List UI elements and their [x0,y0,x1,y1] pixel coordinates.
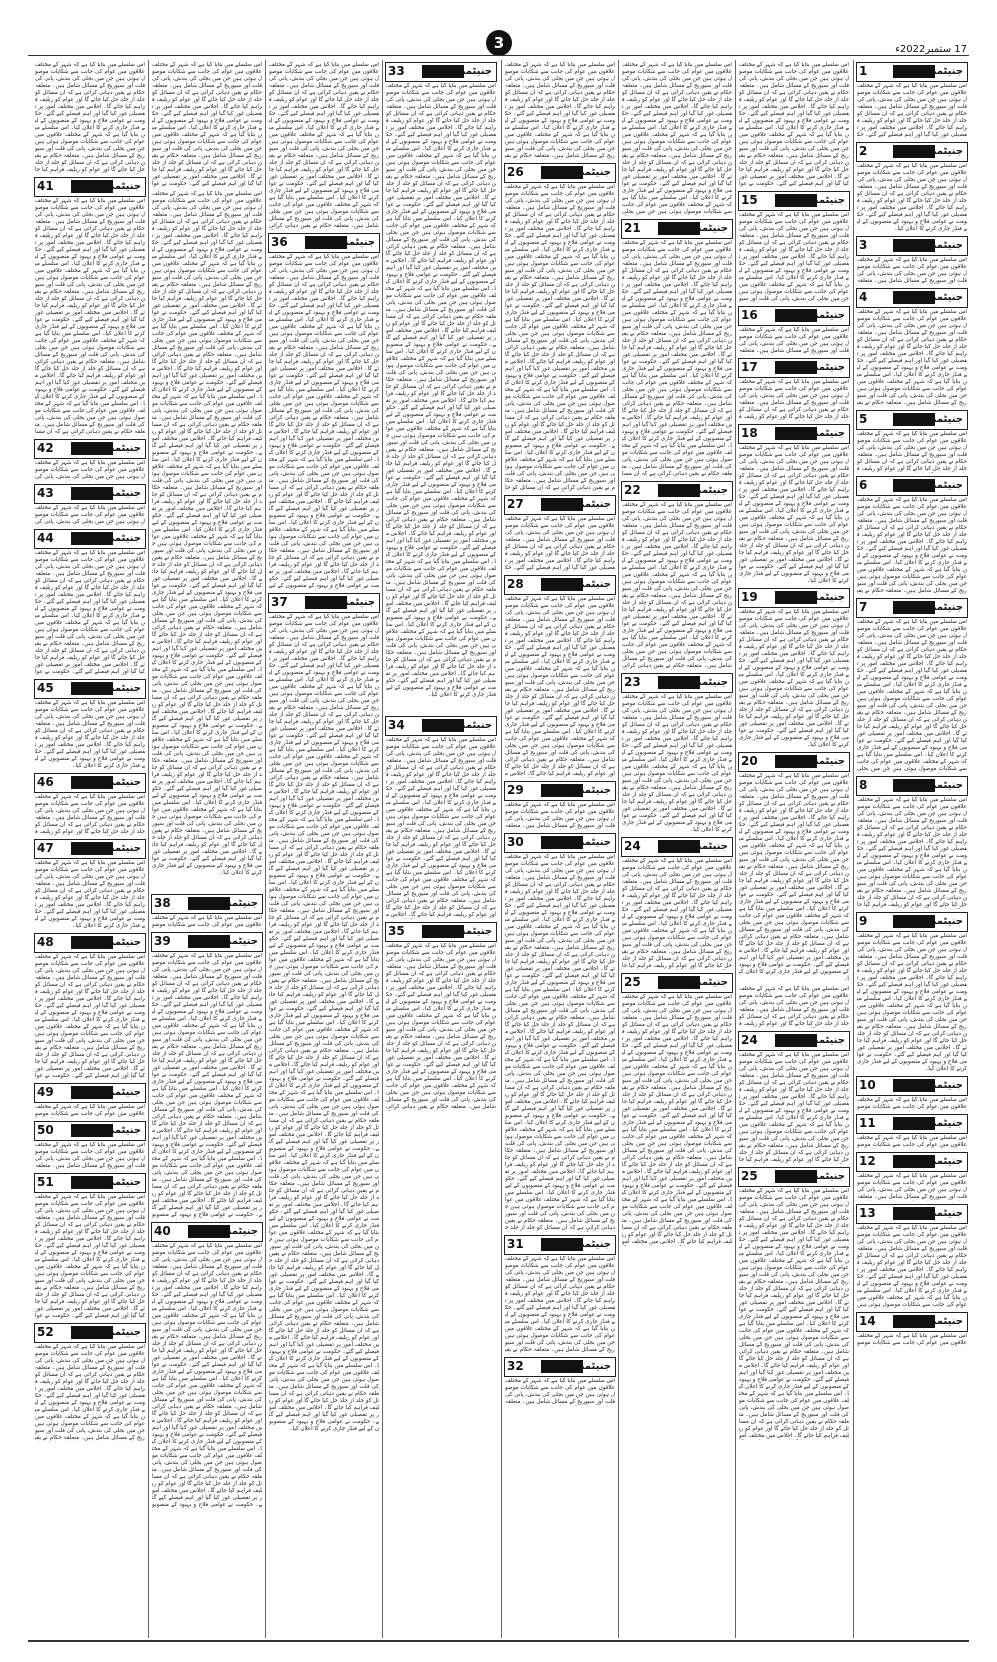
classified-header-34 [385,716,497,736]
classified-header-11 [856,1114,968,1134]
section-label: جنیٹمنر [808,1035,845,1046]
section-label: جنیٹمنر [104,1327,141,1338]
article-text: اس سلسلے میں بتایا گیا ہے کہ شہر کے مختلف علاقوں میں عوام کی جانب سے شکایات موصول ہوئی ہیں جن میں بجلی کی بندش، پانی کی [35,460,145,480]
article-text: اس سلسلے میں بتایا گیا ہے کہ شہر کے مختلف علاقوں میں عوام کی جانب سے شکایات موصول ہوئی ہیں جن میں بجلی کی بندش، پانی کی قلت اور سیوریج کے مسائل شامل ہیں۔ متعلقہ حکام نے یقین دہانی کرائی ہے کہ ان مسائل کو جلد از جلد حل کیا جائے گا اور عوام کو ریلیف فراہم کیا جائے گا۔ اجلاس میں مختلف امور پر تفصیلی غور کیا گیا اور اہم فیصلے کیے گئے۔ حکومت نے عوامی فلاح و بہبود کے منصوبوں کے لیے فنڈز جاری کرنے کا اعلان کیا۔ اس سلسلے میں بتایا گیا ہے کہ شہر کے مختلف علاقوں میں عوام کی جانب سے شکایات موصول ہوئی ہیں جن میں بجلی کی بندش، پانی کی قلت اور سیوریج کے مسائل شامل ہیں۔ متعلقہ حکام نے یقین دہانی کرائی ہے کہ ان مسائل کو جلد از جلد حل کیا جائے گا اور عوام کو ریلیف فراہم کیا جائے گا۔ اجلاس میں مختلف امور پر تفصیلی غور کیا گیا اور اہم فیصلے کیے گئے۔ حکومت نے عوامی فلاح و بہبود کے منصوبوں کے لیے فنڈز جاری کرنے کا اعلان کیا۔ اس سلسلے میں بتایا گیا ہے کہ شہر کے مختلف علاقوں میں عوام کی جانب سے شکایات موصول ہوئی ہیں جن میں بجلی کی بندش، پانی کی قلت اور سیوریج کے مسائل شامل ہیں۔ متعلقہ حکام نے یقین دہانی کرائی ہے کہ ان مسائل کو جلد از جلد حل کیا جائے گا اور عوام کو ریلیف فراہم کیا جائے گا۔ اجلاس میں مختلف امور پر تفصیلی غور کیا گیا اور اہم فیصلے کیے گئے۔ حکومت نے عوامی فلاح و بہبود کے منصوبوں کے لیے فنڈز جاری کرنے کا اعلان کیا۔ اس سلسلے میں بتایا گیا ہے کہ شہر کے مختلف علاقوں میں عوام کی جانب سے شکایات موصول ہوئی ہیں جن میں بجلی کی بندش، پانی کی قلت اور سیوریج کے مسائل شامل ہیں۔ متعلقہ حکام نے یقین دہانی کرائی ہے کہ ان مسائل کو جلد از جلد حل کیا جائے گا اور عوام کو ریلیف فراہم کیا جائے گا۔ اجلاس میں مختلف امور پر تفصیلی غور کیا گیا اور اہم فیصلے کیے گئے۔ حکومت نے عوامی فلاح و بہبود کے منصوبو [152,1243,262,1508]
article-text: اس سلسلے میں بتایا گیا ہے کہ شہر کے مختلف علاقوں میں عوام کی جانب سے شکایات موصول ہوئی ہیں جن میں بجلی کی بندش، پانی کی قلت اور سیوریج کے مسائل شامل ہیں۔ متعلقہ [857,1173,967,1200]
classified-header-32 [504,1357,616,1377]
section-label: جنیٹمنر [808,592,845,603]
section-label: جنیٹمنر [104,181,141,192]
footer-rule [28,1640,969,1642]
classified-header-36 [268,233,380,253]
section-label: جنیٹمنر [926,1118,963,1129]
classified-header-20 [738,752,850,772]
section-label: جنیٹمنر [104,1087,141,1098]
article-text: اس سلسلے میں بتایا گیا ہے کہ شہر کے مختلف علاقوں میں عوام کی جانب سے شکایات موصو [857,1333,967,1346]
article-text: اس سلسلے میں بتایا گیا ہے کہ شہر کے مختلف علاقوں میں عوام کی جانب سے شکایات موصول ہوئی ہیں جن میں بجلی کی بندش، پانی کی قلت اور سیوریج کے مسائل شامل ہیں۔ متعلقہ حکام نے یقین دہانی کرائی ہے کہ ان مسائل کو جلد از جلد حل کیا جائے گا اور عوام کو ریلیف فراہم کیا جائے گا۔ اجلاس میں مختلف امور پر تفصیلی غور کیا گیا اور اہم فیصلے کیے گئے۔ حکومت نے عوامی فلاح و بہبود کے منصوبوں کے لیے فنڈز جاری کرنے کا اعلان کیا۔ اس سلسلے میں بتایا گیا ہے کہ شہر کے مختلف علاقوں میں عوام کی جانب سے شکایات موصول ہوئی ہیں جن میں بجلی کی بندش، پانی کی قلت اور سیوریج کے مسائل شامل ہیں۔ متعلقہ حکام نے یقین دہانی کرائی ہے کہ ان مسائل کو جلد از جلد حل کیا جائے گا اور عوام کو ریلیف فراہم کیا جائے گا۔ اجلاس میں مختلف امور پر تفصیلی غور کیا گیا اور اہم فیصلے کیے گئے۔ حکومت نے عوامی فلاح و بہبود کے منصوبوں کے لیے فنڈز جاری کرنے کا اعلان کیا۔ اس سلسلے میں بتایا گیا ہے کہ شہر کے مختلف علاقوں میں عوام کی جانب سے شکایات موصول ہوئی ہیں جن میں بجلی [622,62,732,215]
classified-number: 30 [507,835,524,849]
article-text: اس سلسلے میں بتایا گیا ہے کہ شہر کے مختلف علاقوں میں عوام کی جانب سے شکایات موصول ہوئی ہیں جن میں بجلی کی بندش، پانی کی قلت اور سیوریج کے مسائل شامل ہیں۔ متعلقہ حکام نے یقین دہانی کرائی ہے کہ ان مسائل کو جلد از جلد حل کیا جائے گا اور عوام کو ریلیف فراہم کیا جائے گا۔ اجلاس میں مختلف امور پر تفصیلی غور کیا گیا اور اہم فیصلے کیے گئے۔ حکومت نے عوامی فلاح و بہبود کے منصوبوں کے لیے فنڈز جاری کرنے کا اعلان کیا۔ اس سلسلے میں بتایا گیا ہے کہ شہر کے مختلف علاقوں میں عوام کی جانب سے شکایات موصول ہوئی ہیں جن میں بجلی کی بندش، پانی کی قلت اور سیوریج کے مسائل شامل ہیں۔ متعلقہ حکام نے یقین دہانی کرائی ہے کہ ان مسائل کو جلد از جلد حل کیا جائے گا اور عوام کو ریلیف فراہم کیا جائے گا۔ اجلاس میں مختلف امور پر تفصیلی غور کیا گیا اور اہم فیصلے کیے گئے۔ حکومت نے عوامی فلاح و بہبود کے منصوبوں کے لیے فنڈز جاری کرنے کا اعلان کیا۔ اس سلسلے میں بتایا گیا ہے کہ شہر کے مختلف علاقوں میں عوام کی جانب سے شکایات موصول ہوئی ہیں جن میں بجلی کی بندش، پانی کی قلت اور سیوریج کے مسائل شامل ہیں۔ متعلقہ حکام نے یقین دہانی کرائی [386,943,496,1110]
classified-header-52 [34,1323,146,1343]
header-rule [28,55,969,56]
section-label: جنیٹمنر [926,240,963,251]
section-label: جنیٹمنر [455,720,492,731]
article-text: اس سلسلے میں بتایا گیا ہے کہ شہر کے مختلف علاقوں میں عوام کی جانب سے شکایات موصول ہوئی ہیں جن میں بجلی کی بندش، پانی کی قلت اور سیوریج کے مسائل شامل ہیں۔ متعلقہ حکام نے یقین دہانی کرائی ہے کہ ان مسائل کو جلد از جلد حل کیا جائے گا اور عوام کو ریلیف فراہم کیا جائے گا۔ اجلاس میں مختلف امور پر تفصیلی غور کیا گیا اور اہم فیصلے کیے گئے۔ حکومت نے عوامی فلاح و بہبود کے منصوبوں کے لیے فنڈز جاری کرنے کا اعلان کیا۔ اس سلسلے میں بتایا گیا ہے کہ شہر کے مختلف علاقوں میں عوام کی جانب سے شکایات موصول ہوئی ہیں جن میں بجلی کی بندش، پانی کی قلت اور سیوریج کے مسائل شامل ہیں۔ متعلقہ حکام نے یقین دہانی کرائی ہے کہ ان مسائل کو جلد از جلد حل کیا جائے گا اور عوام کو ریلیف فراہم کیا جائے گا۔ اجلاس میں مختلف امور پر تفصیلی غور کیا گیا اور اہم فیصلے کیے گئے۔ حکومت نے عوامی فلاح و بہبود کے منصوبوں کے لیے فنڈز جاری کرنے کا اعلان کیا۔ اس سلسلے میں بتایا گیا ہے کہ شہر کے مختلف علاقوں میں عوام کی جانب سے شکایات موصول ہوئی ہیں جن میں بجلی کی بندش، پانی کی قلت اور سیوریج کے مسائل شامل ہیں۔ متعلقہ حکام نے یقین دہانی کرائی ہے کہ ان مسائل کو جلد از جلد حل کیا جائے گا اور عوام کو ریلیف فراہم کیا جائے گا۔ اجلاس میں مختلف امور پر تفصیلی غور کیا گیا اور اہم فیصلے کیے گئے۔ حکومت نے عوامی فلاح و بہبود کے منصوبوں کے لیے فنڈز جاری کرنے کا اعلان کیا۔ اس سلسلے میں بتایا گیا ہے کہ شہر کے مختلف علاقوں میں عوام کی جانب سے شکایات موصول ہوئی ہیں جن میں بجلی کی بندش، پانی کی قلت اور سیوریج کے مسائل شامل ہیں۔ متعلقہ حکام نے یقین دہانی کرائی ہے کہ ان مسائل کو جلد از جلد حل کیا جائے گا اور عوام کو ریلیف فراہم کیا جائے گا۔ اجلاس میں مختلف امور پر تفصیلی غور کیا گیا اور اہم فیصلے کیے گئے۔ حکومت نے عوامی فلاح و بہبود کے منصوبو [152,953,262,1218]
classified-number: 32 [507,1359,524,1373]
article-text: اس سلسلے میں بتایا گیا ہے کہ شہر کے مختلف علاقوں میں عوام کی جانب سے شکایات موصول ہوئی ہیں جن میں بجلی کی بندش، پانی کی قلت اور سیوریج کے مسائل شامل ہیں۔ متعلقہ حکام نے یقین دہانی کرائی ہے کہ ان مسائل کو جلد از جلد حل کیا جائے گا اور عوام کو ریلیف فراہم کیا جائے گا۔ اجلاس میں مختلف امور پر تفصیلی غور کیا گیا اور اہم فیصلے کیے گئے۔ حکومت نے عوامی فلاح و بہبود کے منصوبوں کے لیے فنڈز جاری کرنے کا اعلان کیا۔ [35,860,145,929]
classified-header-41 [34,177,146,197]
classified-number: 26 [507,165,524,179]
section-label: جنیٹمنر [808,1171,845,1182]
classified-number: 48 [37,935,54,949]
classified-number: 45 [37,681,54,695]
column-3 [621,60,733,1638]
classified-header-50 [34,1121,146,1141]
article-text: اس سلسلے میں بتایا گیا ہے کہ شہر کے مختلف علاقوں میں عوام کی جانب سے شکایات موصول ہوئی ہیں جن میں بجلی کی بندش، پانی کی قلت اور سیوریج کے مسائل شامل ہیں۔ متعلقہ حکام نے یقین دہانی کرائی ہے کہ ان مسائل کو جلد از جلد حل کیا جائے گا اور عوام کو ریلیف فراہم کیا جائے گا۔ اجلاس میں مختلف امور پر تفصیلی غور کیا گیا اور اہم فیصلے کیے گئے۔ حکومت نے عوامی فلاح و بہبود کے منصوبوں کے لیے فنڈز جاری کرنے کا اعلان کیا۔ اس سلسلے میں بتایا گیا ہے کہ شہر کے مختلف علاقوں میں عوام کی جانب سے شکایات موصول ہوئی ہیں جن میں بجلی کی بندش، پانی کی قلت اور سیوریج کے مسائل شامل ہیں۔ متعلقہ حکام نے یقین دہانی کرائی ہے کہ ان مسائل کو جلد از جلد حل کیا جائے گا اور عوام کو ریلیف فراہم کیا جائے گا۔ اجلاس میں مختلف امور پر تفصیلی غور کیا گیا اور اہم فیصلے کیے گئے۔ حکومت نے عوا [35,550,145,675]
classified-number: 46 [37,775,54,789]
section-label: جنیٹمنر [808,310,845,321]
classified-header-3 [856,236,968,256]
section-label: جنیٹمنر [926,1080,963,1091]
article-text: اس سلسلے میں بتایا گیا ہے کہ شہر کے مختلف علاقوں میں عوام کی جانب سے شکایات موصو [857,1135,967,1148]
classified-header-49 [34,1083,146,1103]
article-text: اس سلسلے میں بتایا گیا ہے کہ شہر کے مختلف علاقوں میں عوام کی جانب سے شکایات موصول ہوئی ہیں جن میں بجلی کی بندش، پانی کی قلت اور سیوریج کے مسائل شامل ہیں۔ متعلقہ حکام نے یقین دہانی کرائی ہے کہ ان مسائل کو جلد از جلد حل کیا جائے گا اور عوام کو ریلیف فراہم کیا جائے گا۔ اجلاس میں مختلف امور پر تفصیلی غور کیا گیا اور اہم فیصلے کیے گئے۔ حک [857,83,967,138]
classified-header-18 [738,424,850,444]
column-divider [265,60,266,1638]
article-text: اس سلسلے میں بتایا گیا ہے کہ شہر کے مختلف علاقوں میں عوام کی جانب سے شکایات موصول ہوئی ہیں جن میں بجلی کی بندش، پانی کی قلت اور سیوریج کے مسائل شامل ہیں۔ متعلقہ [505,1378,615,1405]
classified-header-27 [504,495,616,515]
classified-number: 8 [859,778,868,792]
classified-header-16 [738,306,850,326]
section-label: جنیٹمنر [104,683,141,694]
article-text: اس سلسلے میں بتایا گیا ہے کہ شہر کے مختلف علاقوں میں عوام کی جانب سے شکایات موصول ہوئی ہیں جن میں بجلی کی بندش، پانی کی قلت اور سیوریج کے مسائل شامل ہیں۔ متعلقہ حکام نے یقین دہانی کرائی ہے کہ ان مسائل کو جلد از جلد حل کیا جائے گا اور عوام کو ریلیف فراہم کیا جائے گا۔ اجلاس میں مختلف امور پر تفصیلی غور کیا گیا اور اہم فیصلے کیے گئے۔ حکومت نے عوامی فلاح و بہبود کے منصوبوں کے لیے فنڈز جاری کرنے کا اعلان کیا۔ اس سلسلے میں بتایا گیا ہے کہ شہر کے مختلف علاقوں میں عوام کی جانب سے شکایات موصول ہوئی ہیں جن میں بجلی کی بندش، پانی کی قلت اور سیوریج کے مسائل شامل ہیں۔ متعلقہ حکام نے یقین دہانی کرائی ہے کہ ان مسائل کو جلد از جلد حل کیا جائے گا اور عوام کو ریلیف فراہم کیا جائے گا۔ اجلاس میں مختلف امور پر تفصیلی غور کیا گیا اور اہم فیصلے کیے گئے۔ حکومت نے عوامی فلاح و بہبود کے منصوبوں کے لیے فنڈز جاری کرنے کا اعلان کیا۔ [857,933,967,1072]
classified-number: 14 [859,1314,876,1328]
article-text: اس سلسلے میں بتایا گیا ہے کہ شہر کے مختلف علاقوں میں عوام کی جانب سے شکایات موصول ہوئی ہیں جن میں بجلی کی بندش، پانی کی قلت اور سیوریج کے مسائل شامل ہیں۔ متعلقہ حکام نے یقین دہانی کرائی ہے کہ ان مسائل کو جلد از جلد حل کیا جائے گا اور عوام کو ریلیف فراہم کیا جائے گا۔ اجلاس میں مختلف امور پر تفصیلی غور کیا گیا اور اہم فیصلے کیے گئے۔ حکومت نے عوامی فلاح و بہبود کے منصوبوں کے لیے فنڈز جاری کرنے کا اعلان کیا۔ اس سلسلے میں بتایا گیا ہے کہ شہر کے مختلف علاقوں میں عوام کی جانب سے شکایات موصول ہوئی ہیں جن میں بجلی کی بندش، پانی کی قلت اور سیوریج کے مسائل شامل ہیں۔ متعلقہ حکام نے یقین دہانی کرائی ہے کہ ان مسائل کو جلد از جلد حل کیا جائے گا اور عوام کو ریلیف فراہم کیا جائے گا۔ اجلاس میں مختلف امور پر تفصیلی غور کیا گیا اور اہم فیصلے کیے گئے۔ حکومت نے عوا [152,62,262,187]
classified-number: 3 [859,238,868,252]
column-6 [268,60,380,1638]
classified-number: 37 [271,595,288,609]
classified-number: 25 [741,1169,758,1183]
classified-header-26 [504,163,616,183]
classified-number: 2 [859,144,868,158]
article-text: اس سلسلے میں بتایا گیا ہے کہ شہر کے مختلف علاقوں میں عوام کی جانب سے شکایات موصول ہوئی ہیں جن میں بجلی کی بندش، پانی کی قلت اور سیوریج کے مسائل شامل ہیں۔ متعلقہ حکام نے یقین دہانی کرائی ہے کہ ان مسائل کو جلد از جلد حل کیا جائے گا اور عوام کو ریلیف فراہم کیا جائے گا۔ اجلاس میں مختلف امور پر تفصیلی غور کیا گیا اور اہم فیصلے کیے گئے۔ حکومت نے عوامی فلاح و بہبود کے منصوبوں کے لیے فنڈز جاری کرنے کا اعلان کیا۔ اس سلسلے میں بتایا گیا ہے کہ شہر کے مختلف علاقوں میں عوام کی جانب سے شکایات موصول ہوئی ہیں جن میں بجلی کی بندش، پانی کی قلت اور سیوریج کے مسائل شامل ہیں۔ متعلقہ حکام نے یقین دہانی کرائی ہے کہ ان مسائل کو جلد از جلد حل کیا جائے گا اور عوام کو ریلیف فراہم کیا جا [35,62,145,173]
classified-header-46 [34,773,146,793]
section-label: جنیٹمنر [104,533,141,544]
section-label: جنیٹمنر [574,1361,611,1372]
section-label: جنیٹمنر [221,936,258,947]
classified-number: 33 [388,64,405,78]
section-label: جنیٹمنر [808,195,845,206]
classified-number: 47 [37,841,54,855]
article-text: اس سلسلے میں بتایا گیا ہے کہ شہر کے مختلف علاقوں میں عوام کی جانب سے شکایات موصول ہوئی ہیں جن میں بجلی کی بندش، پانی کی قلت اور سیوریج کے مسائل شامل ہیں۔ متعلقہ حکام نے یقین دہانی کرائی ہے کہ ان مسائل کو جلد از جلد حل کیا جائے گا اور عوام کو ریلیف فراہم کیا جائے گا۔ اجلاس میں مختلف امور پر تفصیلی غور کیا گیا اور اہم فیصلے کیے گئے۔ حکومت نے عوامی فلاح و بہبود کے منصوبوں کے لیے فنڈز جاری کرنے کا اعلان کیا۔ اس سلسلے میں بتایا گیا ہے کہ شہر کے مختلف علاقوں میں عوام کی جانب سے شکایات موصول ہوئی ہیں جن میں بجلی کی بندش، پانی کی قلت اور سیوریج کے مسائل شامل ہیں۔ متعلقہ حکام نے یقی [505,62,615,159]
section-label: جنیٹمنر [691,841,728,852]
article-text: اس سلسلے میں بتایا گیا ہے کہ شہر کے مختلف علاقوں میں عوام کی جانب سے شکایات موصول ہوئی ہیں جن میں بجلی کی بندش، پانی کی قلت اور سیوریج کے مسائل شامل ہیں۔ متعلقہ حکام نے یقین دہانی کرائی ہے کہ ان مسائل کو جلد از جلد حل کیا جائے گا اور عوام کو ریلیف فراہم کیا جائے گا۔ اجلاس میں مختلف امور پر تفصیلی غور کیا گیا اور اہم فیصلے کیے گئے۔ حکومت نے عوامی فلاح و بہبود کے منصوبوں کے لیے فنڈز جاری کرنے کا اعلان کیا۔ اس سلسلے میں بتایا گیا ہے کہ شہر کے مختلف علاقوں میں عوام کی جانب سے شکایات موصول ہوئی ہیں جن میں بجلی کی بندش، پانی کی قلت اور سیوریج کے مسائل شامل ہیں۔ متعلقہ حکام نے یقین دہانی کرائی ہے کہ ان مسائل کو جلد از جلد حل کیا جائے گا اور عوام کو ریلیف فراہم کیا جا [622,858,732,969]
section-label: جنیٹمنر [574,785,611,796]
column-7 [151,60,263,1638]
section-label: جنیٹمنر [926,1156,963,1167]
classified-number: 31 [507,1237,524,1251]
article-text: اس سلسلے میں بتایا گیا ہے کہ شہر کے مختلف علاقوں میں عوام کی جانب سے شکایات موصول ہوئی ہیں جن میں بجلی کی بندش، پانی کی قلت اور سیوریج کے مسائل شامل ہیں۔ متعلقہ حکام نے یقین دہانی کرائی ہے کہ ان مسائل کو جلد از جلد حل کیا جائے گا اور عوام کو ریلیف فراہم کیا جائے گا۔ اجلاس میں مختلف امور پر تفصیلی غور کیا گیا اور اہم فیصلے کیے گئے۔ حک [505,516,615,571]
article-text: اس سلسلے میں بتایا گیا ہے کہ شہر کے مختلف علاقوں میں عوام کی جانب سے شکایات موصول ہوئی ہیں جن میں بجلی کی بندش، پانی کی قلت اور سیوریج کے مسائل شامل ہیں۔ متعلقہ حکام نے یقین دہانی کرائی ہے کہ ان مسائل کو جلد از جلد حل کیا جائے گا اور عوام کو ریلیف ف [857,431,967,472]
article-text: اس سلسلے میں بتایا گیا ہے کہ شہر کے مختلف علاقوں میں عوام کی جانب سے شکایات موصول ہوئی ہیں جن میں بجلی کی بندش، پانی کی قلت اور سیوریج کے مسائل شامل ہیں۔ متعلقہ حکام نے یقین دہانی کرائی ہے کہ ان مسائل کو جلد از جلد حل کیا جائے گا اور عوام کو ریلیف فراہم کیا جائے گا۔ اجلاس میں مختلف امور پر تفصیلی غور کیا گیا اور اہم فیصلے کیے گئے۔ حکومت نے عوامی فلاح و بہبود کے منصوبوں کے لیے فنڈز جاری کرنے کا اعلان کیا۔ اس سلسلے میں بتایا گیا ہے کہ شہر کے مختلف علاقوں میں عوام کی جانب سے شکایات موصول ہوئی ہیں جن میں بجلی کی بندش، پانی کی قلت اور سیوریج کے مسائل شامل ہیں۔ متعلقہ حکام نے یقین دہانی کرائی ہے کہ ان مسائل کو جلد از جلد حل کیا جائے گا اور عوام کو ریلیف فراہم کیا جا [739,1052,849,1163]
section-label: جنیٹمنر [808,362,845,373]
section-label: جنیٹمنر [926,916,963,927]
classified-header-37 [268,593,380,613]
article-text: اس سلسلے میں بتایا گیا ہے کہ شہر کے مختلف علاقوں میں عوام کی جانب سے شکایات موصول ہوئی ہیں جن میں بجلی کی بندش، پانی کی قلت اور سیوریج کے مسائل شامل ہیں۔ متعلقہ حکام نے یقین دہانی کرائی ہے کہ ان مسائل کو جلد از جلد حل کیا جائے گا اور عوام کو ریلیف فراہم کیا جائے گا۔ اجلاس میں مختلف امور پر تفصیلی غور کیا گیا اور اہم فیصلے کیے گئے۔ حکومت نے عوامی فلاح و بہبود کے منصوبوں کے لیے فنڈز جاری کرنے کا اعلان کیا۔ اس سلسلے میں بتایا گیا ہے کہ شہر کے مختلف علاقوں میں عوام کی جانب سے شکایات موصول ہوئی ہیں جن میں بجلی کی بندش، پانی کی قلت اور سیوریج کے مسائل شامل ہیں۔ متعلقہ حکام نے یقین دہانی کرائی ہے کہ ان مسائل کو جلد از جلد حل کیا جائے گا اور عوام کو ریلیف فراہم کیا جائے گا۔ اجلاس میں مختلف امور پر تفصیلی غور کیا گیا اور اہم فیصلے کیے گئے۔ حکومت نے عوامی فلاح و بہبود کے منصوبوں کے لیے فنڈز جاری کرنے کا اعلان کیا۔ اس سلسلے میں بتایا گیا ہے کہ شہر کے مختلف علاقوں میں عوام کی جانب سے شکایات موصول ہوئی ہیں جن میں بجلی کی بندش، پانی کی قلت اور سیوریج کے مسائل شامل ہیں۔ متعلقہ حکام نے یقین دہانی کرائی ہے کہ ان مسائل کو جلد از جلد حل کیا جائے گا اور عوام کو ریلیف فراہم کیا جائے گا۔ اجلاس میں مختلف امور پر تفصیلی غور کیا گیا اور اہم فیصلے کیے گئے۔ حکومت نے عوامی فلاح و بہبود کے منصوبوں کے لیے فنڈز جاری کرنے کا اعلان کیا۔ اس سلسلے میں بتایا گیا ہے کہ شہر کے مختلف علاقوں میں عوام کی جانب سے شکایات موصول ہوئی ہیں جن میں بجلی کی بندش، پانی کی قلت اور سیوریج کے مسائل شامل ہیں۔ متعلقہ حکام نے یقین دہانی کرائی ہے کہ ان مسائل کو جلد از جلد حل کیا جائے گا اور عوام کو ریلیف فراہم کیا جائے گا۔ اجلاس میں مختلف امور پر تفصیلی غور کیا گیا اور اہم فیصلے کیے گئے۔ حکومت نے عوامی فلاح و بہبود کے منصوبوں کے لیے فنڈز جاری کرنے کا اعلان کیا۔ اس سلسلے میں بتایا گیا ہے کہ شہر کے مختلف علاقوں میں عوام کی جانب سے شکایات موصول ہوئی ہیں جن میں بجلی کی بندش، پانی کی قلت اور سیوریج کے مسائل شامل ہیں۔ متعلقہ حکام نے یقین دہانی کرائی ہے کہ ان مسائل کو جلد از جلد حل کیا جائے گا اور عوام کو ریلیف فراہم کیا جائے گا۔ اجلاس میں مختلف امور پر تفصیلی غور کیا گیا اور اہم فیصلے کیے گئے۔ حکومت نے عوامی فلاح و بہبود کے منصوبوں کے لیے [269,254,379,589]
article-text: اس سلسلے میں بتایا گیا ہے کہ شہر کے مختلف علاقوں میں عوام کی جانب سے شکایات موصول ہوئی ہیں جن میں بجلی کی بندش، پانی کی قلت اور سیوریج کے مسائل شامل ہیں۔ متعلقہ حکام نے یقین دہانی کرائی ہے کہ ان مسائل کو جلد از جلد حل کیا جائے گا اور عوام کو ریلیف فراہم کیا جائے گا۔ اجلاس میں مختلف امور پر تفصیلی غور کیا گیا اور اہم فیصلے کیے گئے۔ حکومت نے عوامی فلاح و بہبود کے منصوبوں کے لیے فنڈز جاری کرنے کا اعلان کیا۔ اس سلسلے میں بتایا گیا ہے کہ شہر کے مختلف علاقوں میں عوام کی جانب سے شکایات موصول ہوئی ہیں جن میں بجلی کی بندش، پانی کی قلت اور سیوریج کے مسائل شامل ہیں۔ متعلقہ حکام نے یقین دہانی کرائی ہے کہ ان مسائل کو جلد از جلد حل کیا جائے گا اور عوام کو ریلیف فراہم کیا جائے گا۔ اجلاس میں مختلف امور پر تفصیلی غور کیا گیا اور اہم فیصلے کیے گئے۔ حکومت نے عوامی فلاح و بہبود کے منصوبوں کے لیے فنڈز جاری کرنے کا اعلان کیا۔ اس سلسلے میں بتایا گیا ہے کہ شہر کے مختلف علاقوں میں عوام کی جانب سے شکایات موصول ہوئی ہیں جن میں بجلی کی بندش، پانی کی قلت اور سیوریج کے مسائل شامل ہیں۔ متعلقہ حکام نے یقین دہانی کرائی ہے کہ ان مسائل کو جلد از جلد حل کیا جائے گا اور عوام کو ریلیف فراہم کیا جائے گا۔ اجلاس میں مختلف امور پر تفصیلی غور کیا گیا اور اہم فیصلے کیے گئے۔ حکومت نے عوامی فلاح و بہبود کے منصوبوں کے لیے فنڈز جاری کرنے کا اعلان کیا۔ [739,773,849,982]
article-text: اس سلسلے میں بتایا گیا ہے کہ شہر کے مختلف علاقوں میں عوام کی جانب سے شکایات موصو [857,1097,967,1110]
column-2 [738,60,850,1638]
column-4 [504,60,616,1638]
classified-header-44 [34,529,146,549]
classified-number: 15 [741,193,758,207]
classified-header-8 [856,776,968,796]
classified-header-1 [856,62,968,82]
classified-header-43 [34,484,146,504]
article-text: اس سلسلے میں بتایا گیا ہے کہ شہر کے مختلف علاقوں میں عوام کی جانب سے شکایات موصول ہوئی ہیں جن میں بجلی کی بندش، پانی کی قلت اور سیوریج کے مسائل شامل ہیں۔ متعلقہ حکام نے یقین دہانی کرائی ہے کہ ان مسائل کو جلد از جلد حل کیا جائے گا اور عوام کو ریلیف فراہم کیا جائے گا۔ اجلاس میں مختلف امور پر تفصیلی غور کیا گیا اور اہم فیصلے کیے گئے۔ حکومت نے عوامی فلاح و بہبود کے منصوبوں کے لیے فنڈز جاری کرنے کا اعلان کیا۔ اس سلسلے میں بتایا گیا ہے کہ شہر کے مختلف علاقوں میں عوام کی جانب سے شکایات موصول ہوئی ہیں جن میں بجلی کی بندش، پانی کی قلت اور سیوریج کے مسائل شامل ہیں۔ متعلقہ حکام نے یقین دہانی کرائی ہے کہ ان مسائل کو جلد از جلد حل کیا جائے گا اور عوام کو ریلیف فراہم کیا جائے گا۔ اجلاس میں مختلف امور پر تفصیلی غور کیا گیا اور اہم فیصلے کیے گئے۔ حکومت نے عوامی فلاح و بہبود کے منصوبوں کے لیے فنڈز جاری کرنے کا اعلان کیا۔ اس سلسلے میں بتایا گیا ہے کہ شہر کے مختلف علاقوں میں عوام کی جانب سے شکایات موصول ہوئی ہیں جن میں بجلی کی بندش، پانی کی قلت اور سیوریج کے مسائل شامل ہیں۔ متعلقہ حکام نے یقین دہانی کرائی [269,62,379,229]
classified-header-17 [738,358,850,378]
classified-number: 23 [624,675,641,689]
article-text: اس سلسلے میں بتایا گیا ہے کہ شہر کے مختلف علاقوں میں عوام کی جانب سے شکایات موصول ہوئی ہیں جن میں بجلی کی بندش، پانی کی قلت اور سیوریج کے مسائل شامل ہیں۔ متعلقہ حکام نے یقین دہانی کرائی ہے کہ ان مسائل کو جلد از جلد حل کیا جائے گا اور عوام کو ریلیف فراہم کیا جائے گا۔ اجلاس میں مختلف امور پر تفصیلی غور کیا گیا اور اہم فیصلے کیے گئے۔ حکومت نے عوامی فلاح و بہبود کے منصوبوں کے لیے فنڈز جاری کرنے کا اعلان کیا۔ اس سلسلے میں بتایا گیا ہے کہ شہر کے مختلف علاقوں میں عوام کی جانب سے شکایات موصول ہوئی ہیں جن میں بجلی کی بندش، پانی کی قلت اور سیوریج کے مسائل شامل ہیں۔ متعلقہ حکام نے یقین دہانی کرائی ہے کہ ان مسائل کو جلد از جلد حل کیا جائے گا اور عوام کو ریلیف فراہم کیا جائے گا۔ اجلاس میں مختلف امور پر تفصیلی غور کیا گیا اور اہم فیصلے کیے گئے۔ حکومت نے عوامی فلاح و بہبود کے منصوبوں کے لیے فنڈز جاری کرنے کا اعلان کیا۔ اس سلسلے میں بتایا گیا ہے کہ شہر کے مختلف علاقوں میں عوام کی جانب سے شکایات موصول ہوئی ہیں جن میں بجلی کی بندش، پانی کی قلت اور سیوریج کے مسائل شامل ہیں۔ متعلقہ حکام نے یقین دہانی کرائی ہے کہ ان مسائل کو جلد از جلد حل کیا جائے گا اور عوام کو ریلیف فراہم کیا جائے گا۔ اجلاس میں مختلف امور پر تفصیلی غور کیا گیا اور اہم فیصلے کیے گئے۔ حکومت نے عوامی فلاح و بہبود کے منصوبوں کے لیے فنڈز جاری کرنے کا اعلان کیا۔ اس سلسلے میں بتایا گیا ہے کہ شہر کے مختلف علاقوں میں عوام کی جانب سے شکایات موصول ہوئی ہیں جن میں بجلی کی بندش، پانی کی قلت اور سیوریج کے مسائل شامل ہیں۔ متعلقہ حکام نے یقین دہانی کرائی ہے کہ ان مسائل کو جلد از جلد حل کیا جائے گا اور عوام کو ریلیف فراہم کیا جائے گا۔ اجلاس میں مختلف امور پر تفصیلی غور کیا گیا اور اہم فیصلے کیے گئے۔ حکومت نے عوامی فلاح و بہبود کے منصوبوں کے لیے فنڈز جاری کرنے کا اعلان کیا۔ اس سلسلے میں بتایا گیا ہے کہ شہر کے مختلف علاقوں میں عوام کی جانب سے شکایات موصول ہوئی ہیں جن میں بجلی کی بندش، پانی کی قلت اور سیوریج کے مسائل شامل ہیں۔ متعلقہ حکام نے یقین دہانی کرائی ہے کہ ان مسائل کو جل [505,184,615,491]
classified-number: 43 [37,486,54,500]
classified-header-47 [34,839,146,859]
classified-header-40 [151,1222,263,1242]
classified-header-51 [34,1173,146,1193]
classified-header-39 [151,932,263,952]
section-label: جنیٹمنر [104,1177,141,1188]
column-divider [148,60,149,1638]
classified-header-2 [856,142,968,162]
article-text: اس سلسلے میں بتایا گیا ہے کہ شہر کے مختلف علاقوں میں عوام کی جانب سے شکایات موصول ہوئی ہیں جن میں بجلی کی بندش، پانی کی قلت اور سیوریج کے مسائل شامل ہیں۔ متعلقہ [35,1142,145,1169]
classified-number: 21 [624,221,641,235]
classified-header-15 [738,191,850,211]
classified-header-19 [738,588,850,608]
section-label: جنیٹمنر [104,443,141,454]
section-label: جنیٹمنر [104,937,141,948]
classified-number: 27 [507,497,524,511]
classified-number: 22 [624,483,641,497]
classified-number: 44 [37,531,54,545]
classified-header-31 [504,1235,616,1255]
section-label: جنیٹمنر [455,66,492,77]
column-divider [501,60,502,1638]
classified-header-10 [856,1076,968,1096]
column-divider [853,60,854,1638]
classified-number: 5 [859,412,868,426]
section-label: جنیٹمنر [691,485,728,496]
article-text: اس سلسلے میں بتایا گیا ہے کہ شہر کے مختلف علاقوں میں عوام کی جانب سے شکایات موصول ہوئی ہیں جن میں بجلی کی بندش، پانی کی قلت اور سیوریج کے مسائل شامل ہیں۔ متعلقہ حکام نے یقین دہانی کرائی ہے کہ ان مسائل کو جلد از جلد حل کیا جائے گا اور عوام کو ریلیف فراہم کیا جائے گا۔ اجلاس میں مختلف امور پر تفصیلی غور کیا گیا اور اہم فیصلے کیے گئے۔ حکومت نے عوامی فلاح و بہبود کے منصوبوں کے لیے فنڈز جاری کرنے کا اعلان کیا۔ اس سلسلے میں بتایا گیا ہے کہ شہر کے مختلف علاقوں میں عوام کی جانب سے شکایات موصول ہوئی ہیں جن میں بجلی کی بندش، پانی کی قلت اور سیوریج کے مسائل شامل ہیں۔ متعلقہ حکام نے یقین دہانی کرائی ہے کہ ان مسائل کو جلد از جلد حل کیا جائے گا اور عوام کو ریلیف فراہم کیا جا [857,797,967,908]
classified-number: 17 [741,360,758,374]
column-divider [382,60,383,1638]
article-text: اس سلسلے میں بتایا گیا ہے کہ شہر کے مختلف علاقوں میں عوام کی جانب سے شکایات موصول ہوئی ہیں جن میں بجلی کی بندش، پانی کی قلت اور سیوریج کے مسائل شامل ہیں۔ متعلقہ حکام نے یقین دہانی کرائی ہے کہ ان مسائل کو جلد از جلد حل کیا جائے گا اور عوام کو ریلیف فراہم کیا جائے گا۔ اجلاس میں مختلف امور پر تفصیلی غور کیا گیا اور اہم فیصلے کیے گئے۔ حکومت نے عوامی فلاح و بہبود کے منصوبوں کے لیے فنڈز جاری کرنے کا اعلان کیا۔ اس سلسلے میں بتایا گیا ہے کہ شہر کے مختلف علاقوں میں عوام کی جانب سے شکایات موصول ہوئی ہیں جن میں بجلی کی بندش، پانی کی قلت اور سیوریج کے مسائل شامل ہیں۔ متعلقہ حکام نے یقین دہانی کرائی ہے کہ ان مسائل کو جلد از جلد حل کیا جائے گا اور عوام کو ریلیف فراہم کیا جائے گا۔ اجلاس میں مختلف امور پر تفصیلی غور کیا گیا اور اہم فیصلے کیے گئے۔ حکومت نے عوامی فلاح و بہبود کے منصوبوں کے لیے فنڈز جاری کرنے کا اعلان کیا۔ اس سلسلے میں بتایا گیا ہے کہ شہر کے مختلف علاقوں میں عوام کی جانب سے شکایات موصول ہوئی ہیں جن میں بجلی کی بندش، پانی کی قلت اور سیوریج کے مسائل شامل ہیں۔ متعلقہ حکام نے یقین دہانی کرائی ہے کہ ان مسائل کو جلد از جلد حل کیا جائے گا اور عوام کو ریلیف فراہم کیا جائے گا۔ اجلاس میں مختلف امور پر تفصیلی غور کیا گیا اور اہم فیصلے کیے گئے۔ حکومت نے عوامی فلاح و بہبود کے منصوبوں کے لیے فنڈز جاری کرنے کا اعلان کیا۔ اس سلسلے میں بتایا گیا ہے کہ شہر کے مختلف علاقوں میں عوام کی جانب سے شکایات موصول ہوئی ہیں جن میں بجلی کی بندش، پانی کی قلت اور سیوریج کے مسائل شامل ہیں۔ متعلقہ حکام نے یقین دہانی کرائی ہے کہ ان مسائل کو جلد از جلد حل کیا جائے گا اور عوام کو ریلیف فراہم کیا جائے گا۔ اجلاس میں مختلف امور پر تفصیلی غور کیا گیا اور اہم فیصلے کیے گئے۔ حکومت نے عوامی فلاح و بہبود کے منصوبوں کے لیے فنڈز جاری کرنے کا اعلان کیا۔ اس سلسلے میں بتایا گیا ہے کہ شہر کے مختلف علاقوں میں عوام کی جانب سے شکایات موصول ہوئی ہیں جن میں بجلی کی بندش، پانی کی قلت اور سیوریج کے مسائل شامل ہیں۔ متعلقہ حکام نے یقین دہانی کرائی ہے کہ ان مسائل کو جلد از جلد حل کیا جائے گا اور عوام کو ریلیف فراہم کیا جائے گا۔ اجلاس میں مختلف امور پر تفصیلی غور کیا گیا اور اہم فیصلے کیے گئے۔ حکومت نے عوامی فلاح و بہبود کے منصوبوں کے لیے فنڈز جاری کرنے کا اعلان کیا۔ اس سلسلے میں بتایا گیا ہے کہ شہر کے مختلف علاقوں میں عوام کی جانب سے شکایات موصول ہوئی ہیں جن میں بجلی کی بندش، پانی کی قلت اور سیوریج کے مسائل شامل ہیں۔ متعلقہ حکام نے یقین دہانی کرائی ہے کہ ان مسائل کو جلد از جلد حل کیا جائے گا اور عوام کو ریلیف فراہم کیا جائے گا۔ اجلاس میں مختلف امور پر تفصیلی غور کیا گیا اور اہم فیصلے کیے گئے۔ حکومت نے عوامی فلاح و بہبود کے منصوبوں کے لیے فنڈز جاری کرنے کا اعلان کیا۔ اس سلسلے میں بتایا گیا ہے کہ شہر کے مختلف علاقوں میں عوام کی جانب سے شکایات موصول ہوئی ہیں جن میں بجلی کی بندش، پانی کی قلت اور سیوریج کے مسائل شامل ہیں۔ متعلقہ حکام نے یقین دہانی کرائی ہے کہ ان مسائل کو جلد از جلد حل کیا جائے گا اور عوام کو ریلیف فراہم کیا جائے گا۔ اجلاس میں مختلف امور پر تفصیلی غور کیا گیا اور اہم فیصلے کیے گئے۔ حکومت نے عوامی فلاح و بہبود کے منصوبوں کے لیے فنڈز جاری کرنے کا اعلان کیا۔ اس سلسلے میں بتایا گیا ہے کہ شہر کے مختلف علاقوں میں عوام کی جانب سے شکایات موصول ہوئی ہیں جن میں بجلی کی بندش، پانی کی قلت اور سیوریج کے مسائل شامل ہیں۔ متعلقہ حکام نے یقین دہانی کرائی ہے کہ ان مسائل کو جلد از جلد حل کیا جائے گا اور عوام کو ریلیف فراہم کیا جائے گا۔ اجلاس میں مختلف امور پر تفصیلی غور کیا گیا اور اہم فیصلے کیے گئے۔ حکومت نے عوامی فلاح و بہبود کے منصوبوں کے لیے فنڈز جاری کرنے کا اعلان کیا۔ اس سلسلے میں بتایا گیا ہے کہ شہر کے مختلف علاقوں میں عوام کی جانب سے شکایات موصول ہوئی ہیں جن میں بجلی کی بندش، پانی کی قلت اور سیوریج کے مسائل شامل ہیں۔ متعلقہ حکام نے یقین دہانی کرائی ہے کہ ان مسائل کو جلد از جلد حل کیا جائے گا اور عوام کو ریلیف فراہم کیا جائے گا۔ اجلاس میں مختلف امور پر تفصیلی غور کیا گیا اور اہم فیصلے کیے گئے۔ حکومت نے عوامی فلاح و بہبود کے منصوبوں کے لیے فنڈز جاری کرنے کا اعلان کیا۔ اس سلسلے میں بتایا گیا ہے کہ شہر کے مختلف علاقوں میں عوام کی جانب سے شکایات موصول ہوئی ہیں جن میں بجلی کی بندش، پانی کی قلت اور سیوریج کے مسائل شامل ہیں۔ متعلقہ حکام نے یقین دہانی کرائی ہے کہ ان مسائل کو جلد از جلد حل کیا جائے گا اور عوام کو ریلیف فراہم کیا جائے گا۔ اجلاس میں مختلف امور پر تفصیلی غور کیا گیا اور اہم فیصلے کیے گئے۔ حکومت نے عوامی فلاح و بہبود کے منصوبوں کے لیے فنڈز جاری کرنے کا اعلان کیا۔ [152,191,262,876]
section-label: جنیٹمنر [221,1226,258,1237]
section-label: جنیٹمنر [691,677,728,688]
article-text: اس سلسلے میں بتایا گیا ہے کہ شہر کے مختلف علاقوں میں عوام کی جانب سے شکایات موصول ہوئی ہیں جن میں بجلی کی بندش، پانی کی قلت اور سیوریج کے مسائل شامل ہیں۔ متعلقہ حکام نے یقین دہانی کرائی ہے کہ ان مسائل کو جلد از جلد حل کیا جائے گا اور عوام کو ریلیف فراہم کیا جائے گا۔ اجلاس میں مختلف امور پر تفصیلی غور کیا گیا اور اہم فیصلے کیے گئے۔ حکومت نے عوامی فلاح و بہبود کے منصوبوں کے لیے فنڈز جاری کرنے کا اعلان کیا۔ اس سلسلے میں بتایا گیا ہے کہ شہر کے مختلف علاقوں میں عوام کی جانب سے شکایات موصول ہوئی ہیں جن میں بجلی کی بندش، پانی کی قلت اور سیوریج کے مسائل شامل ہیں۔ متعلقہ حکام نے یقین دہانی کرائی ہے کہ ان مسائل کو جلد از جلد حل کیا جائے گا اور عوام کو ریلیف فراہم کیا جائے گا۔ اجلاس میں مختلف امور پر تفصیلی غور کیا گیا اور اہم فیصلے کیے گئے۔ حکومت نے عوامی فلاح و بہبود کے منصوبوں کے لیے فنڈز جاری کرنے کا اعلان کیا۔ اس سلسلے میں بتایا گیا ہے کہ شہر کے مختلف علاقوں میں عوام کی جانب سے شکایات موصول ہوئی ہیں جن میں بجلی کی بندش، پانی کی قلت اور سیوریج کے مسائل شامل ہیں۔ متعلقہ حکام نے یقین دہانی کرائی ہے کہ ان مسائل کو جلد از جلد حل کیا جائے گا اور عوام کو ریلیف فراہم کیا جائے گا۔ اجلاس م [505,596,615,777]
classified-number: 49 [37,1085,54,1099]
article-text: اس سلسلے میں بتایا گیا ہے کہ شہر کے مختلف علاقوں میں عوام کی جانب سے شکایات موصول ہوئی ہیں جن میں بجلی کی بندش، پانی کی قلت اور سیوریج کے مسائل شامل ہیں۔ متعلقہ حکام نے یقین دہانی کرائی ہے کہ ان مسائل کو جلد از جلد حل کیا جائے گا اور عوام کو ریلیف فراہم کیا جائے گا۔ اجلاس میں مختلف امور پر تفصیلی غور کیا گیا اور اہم فیصلے کیے گئے۔ حکومت نے عوامی فلاح و بہبود کے منصوبوں کے لیے فنڈز جاری کرنے کا اعلان کیا۔ اس سلسلے میں بتایا گیا ہے کہ شہر کے مختلف علاقوں میں عوام کی جانب سے شکایات موصول ہوئی ہیں جن میں بجلی کی بندش، پانی کی قلت اور سیوریج کے مسائل شامل ہیں۔ متعلقہ حکام نے یقین دہانی کرائی ہے کہ ان مسائل کو جلد از جلد حل کیا جائے گا اور عوام کو ریلیف فراہم کیا جائے گا۔ اجلاس میں مختلف امور پر تفصیلی غور کیا گیا اور اہم فیصلے کیے گئے۔ حکومت نے عوامی فلاح و بہبود کے منصوبوں کے لیے فنڈز جاری کرنے کا اعلان کیا۔ اس سلسلے میں بتایا گیا ہے کہ شہر کے مختلف علاقوں میں عوام کی جانب سے شکایات موصول ہوئی ہیں جن میں بجلی کی بندش، پانی کی قلت اور سیوریج کے مسائل شامل ہیں۔ متعلقہ حکام نے یقین دہانی کرائی ہے کہ ان مسائل کو جلد از جلد حل کیا جائے گا اور عوام کو ریلیف فراہم کیا جائے گا۔ اجلاس میں مختلف امور پر تفصیلی غور کیا گیا اور اہم فیصلے کیے گئے۔ حکومت نے عوامی فلاح و بہبود کے منصوبوں کے لیے فنڈز جاری کرنے کا اعلان کیا۔ اس سلسلے میں بتایا گیا ہے کہ شہر کے مختلف علاقوں میں عوام کی جانب سے شکایات موصول ہوئی ہیں جن میں بجلی کی بندش، پانی کی قلت اور سیوریج کے مسائل شامل ہیں۔ متعلقہ حکام نے یقین دہانی کرائی ہے کہ ان مسائل کو جلد از جلد حل کیا جائے گا اور عوام کو ریلیف فراہم کیا جائے گا۔ اجلاس میں مختلف امو [622,994,732,1245]
classified-header-38 [151,894,263,914]
classified-header-24 [738,1031,850,1051]
section-label: جنیٹمنر [926,66,963,77]
article-text: اس سلسلے میں بتایا گیا ہے کہ شہر کے مختلف علاقوں میں عوام کی جانب سے شکایات موصول ہوئی ہیں جن میں بجلی کی بندش، پانی کی قلت اور سیوریج کے مسائل شامل ہیں۔ متعلقہ حکام نے یقین دہانی کرائی ہے کہ ان مسائل کو جلد از جلد حل کیا جائے گا اور عوام کو ریلیف فراہم کیا جائے گا۔ اجلاس میں مختلف امور پر تفصیلی غور کیا گیا اور اہم فیصلے کیے گئے۔ حکومت نے عوامی فلاح و بہبود کے منصوبوں کے لیے فنڈز جاری کرنے کا اعلان کیا۔ اس سلسلے میں بتایا گیا ہے کہ شہر کے مختلف علاقوں میں عوام کی جانب سے شکایات موصول ہوئی ہیں جن میں بجلی کی بندش، پانی کی قلت اور سیوریج کے مسائل شامل ہیں۔ متعلقہ حکام نے یقی [505,1256,615,1353]
classified-header-23 [621,673,733,693]
classified-header-33 [385,62,497,82]
classified-number: 24 [624,839,641,853]
classified-header-25 [738,1167,850,1187]
article-text: اس سلسلے میں بتایا گیا ہے کہ شہر کے مختلف علاقوں میں عوام کی جانب سے شکایات موصول ہوئی ہیں جن میں بجلی کی بندش، پانی کی قلت اور سیوریج کے مسائل شامل ہیں۔ متعلقہ حکام نے یقین دہانی کرائی ہے کہ ان مسائل کو جلد از جلد حل کیا جائے گا اور عوام کو ریلیف فراہم کیا جائے گا۔ اجلاس میں مختلف امور پر تفصیلی غور کیا گیا اور اہم فیصلے کیے گئے۔ حکومت نے عوامی فلاح و بہبود کے منصوبوں کے لیے فنڈز جاری کرنے کا اعلان کیا۔ اس سلسلے میں بتایا گیا ہے کہ شہر کے مختلف علاقوں میں عوام کی جانب سے شکایات موصول ہوئی ہیں جن میں بجلی کی بندش، پانی کی قلت اور سیوریج کے مسائل شامل ہیں۔ متعلقہ حکام نے یقین دہانی کرائی ہے کہ ان مسائل کو جلد از جلد حل کیا جائے گا اور عوام کو ریلیف فراہم کیا جائے گا۔ اجلاس میں مختلف امور پر تفصیلی غور کیا گیا اور اہم فیصلے کیے گئے۔ حکومت نے عوا [35,1194,145,1319]
section-label: جنیٹمنر [104,843,141,854]
article-text: اس سلسلے میں بتایا گیا ہے کہ شہر کے مختلف علاقوں میں عوام کی جانب سے شکایات موصول ہوئی ہیں جن میں بجلی کی بندش، پانی کی قلت اور سیوریج کے مسائل شامل ہیں۔ متعلقہ حکام نے یقین دہانی کرائی ہے کہ ان مسائل کو جلد از جلد حل کیا جائے گا اور عوام کو ریلیف فراہم کیا جائے گا۔ اجلاس میں مختلف امور پر تفصیلی غور کیا گیا اور اہم فیصلے کیے گئے۔ حکومت نے عوامی فلاح و بہبود کے منصوبوں کے لیے فنڈز جاری کرنے کا اعلان کیا۔ اس سلسلے میں بتایا گیا ہے کہ شہر کے مختلف علاقوں میں عوام کی جانب سے شکایات موصول ہوئی ہیں جن میں بجلی کی بندش، پانی کی قلت اور سیوریج کے مسائل شامل ہیں۔ متعلقہ حکام نے یقین دہانی کرائی ہے کہ ان مسائل کو جلد از جلد حل کیا جائے گا اور عوام کو ریلیف فراہم کیا جائے گا۔ اجلاس میں مختلف امور پر تفصیلی غور کیا گیا اور اہم فیصلے کیے گئے۔ حکومت نے عوامی فلاح و بہبود کے منصوبوں کے لیے فنڈز جاری کرنے کا اعلان کیا۔ اس سلسلے میں بتایا گیا ہے کہ شہر کے مختلف علاقوں میں عوام کی جانب سے شکایات موصول ہوئی ہیں جن میں بجلی کی بندش، پانی کی قلت اور سیوریج کے مسائل شامل ہیں۔ متعلقہ حکام نے یقین دہانی کرائی ہے کہ ان مسائل کو جلد از جلد حل کیا جائے گا اور عوام کو ریلیف فراہم کیا جائے گا۔ اجلاس میں مختلف امور پر تفصیلی غور کیا گیا اور اہم فیصلے کیے گئے۔ حکومت نے عوامی فلاح و بہبود کے منصوبوں کے لیے فنڈز جاری کرنے کا اعلان کیا۔ اس سلسلے میں بتایا گیا ہے کہ شہر کے مختلف علاقوں میں عوام کی جانب سے شکایات موصول ہوئی ہیں جن میں بجلی کی بندش، پانی کی قلت اور سیوریج کے مسائل شامل ہیں۔ متعلقہ حکام نے یقین دہانی کرائی ہے کہ ان مسائل کو جلد از جلد حل کیا جائے گا اور عوام کو ریلیف فراہم کیا جائے گا۔ اجلاس میں مختلف امور پر تفصیلی غور کیا گیا اور اہم فیصلے کیے گئے۔ حکومت نے عوامی فلاح و بہبود کے منصوبوں کے لیے فنڈز جاری کرنے کا اعلان کیا۔ اس سلسلے میں بتایا گیا ہے کہ شہر کے مختلف علاقوں میں عوام کی جانب سے شکایات موصول ہوئی ہیں جن میں بجلی کی بندش، پانی کی قلت اور سیوریج کے مسائل شامل ہیں۔ متعلقہ حکام نے یقین دہانی کرائی ہے کہ ان مسائل کو جلد از جلد حل کیا جائے گا اور عوام کو ریلیف فراہم کیا جائے گا۔ اجلاس میں مختلف امور پر تفصیلی غور کیا گیا اور اہم فیصلے کیے گئے۔ حکومت نے عوامی فلاح و بہبود کے منصوبوں کے لیے فنڈز جاری کرنے کا اعلان کیا۔ اس سلسلے میں بتایا گیا ہے کہ شہر کے مختلف علاقوں میں عوام کی جانب سے شکایات موصول ہوئی ہیں جن میں بجلی کی بندش، پانی کی قلت اور سیوریج کے مسائل شامل ہیں۔ متعلقہ حکام نے یقین دہانی کرائی ہے کہ ان مسائل کو جلد از جلد حل کیا جائے گا اور عوام کو ریلیف فراہم کیا جائے گا۔ اجلاس میں مختلف امور پر تفصیلی غور کیا گیا اور اہم فیصلے کیے گئے۔ حکومت نے عوامی فلاح و بہبود کے منصوبوں کے لیے فنڈز جاری کرنے کا اعلان کیا۔ اس سلسلے میں بتایا گیا ہے کہ شہر کے مختلف علاقوں میں عوام کی جانب سے شکایات موصول ہوئی ہیں جن میں بجلی کی بندش، پانی کی قلت اور سیوریج کے مسائل شامل ہیں۔ متعلقہ حکام نے یقین دہانی کرائی ہے کہ ان مسائل کو جلد از جلد حل کیا جائے گا اور عوام کو ریلیف فراہم کیا جائے گا۔ اجلاس میں مختلف امور پر تفصیلی غور کیا گیا اور اہم فیصلے کیے گئے۔ حکومت نے عوامی فلاح و بہبود کے منصوبوں کے لیے فنڈز جاری کرنے کا اعلان کیا۔ اس سلسلے میں بتایا گیا ہے کہ شہر کے مختلف علاقوں میں عوام کی جانب سے شکایات موصول ہوئی ہیں جن میں بجلی کی بندش، پانی کی قلت اور سیوریج کے مسائل شامل ہیں۔ متعلقہ حکام نے یقین دہانی کرائی ہے کہ ان مسائل کو جلد از جلد حل کیا جائے گا اور عوام کو ریلیف فراہم کیا جائے گا۔ اجلاس میں مختلف امور پر تفصیلی غور کیا گیا اور اہم فیصلے کیے گئے۔ حکومت نے عوامی فلاح و بہبود کے منصوبوں کے لیے فنڈز جاری کرنے کا اعلان کیا۔ اس سلسلے میں بتایا گیا ہے کہ شہر کے مختلف علاقوں میں عوام کی جانب سے شکایات موصول ہوئی ہیں جن میں بجلی کی بندش، پانی کی قلت اور سیوریج کے مسائل شامل ہیں۔ متعلقہ حکام نے یقین دہانی کرائی ہے کہ ان مسائل کو جلد از جلد حل کیا جائے گا اور عوام کو ریلیف فراہم کیا جائے گا۔ اجلاس میں مختلف امور پر تفصیلی غور کیا گیا اور اہم فیصلے کیے گئے۔ حکومت نے عوامی فلاح و بہبود کے منصوبوں کے لیے فنڈز جاری کرنے کا اعلان کیا۔ اس سلسلے میں بتایا گیا ہے کہ شہر کے مختلف علاقوں میں عوام کی جانب سے شکایات موصول ہوئی ہیں جن میں بجلی کی بندش، پانی کی قلت اور سیوریج کے مسائل شامل ہیں۔ متعلقہ حکام نے یقین دہانی کرائی ہے کہ ان مسائل کو جلد از جلد حل کیا جائے گا اور عوام کو ریلیف فراہم کیا جائے گا۔ اجلاس میں مختلف امور پر تفصیلی غور کیا گیا اور اہم فیصلے کیے گئے۔ حکومت نے عوامی فلاح و بہبود کے منصوبوں کے لیے فنڈز جاری کرنے کا اعلان کیا۔ اس سلسلے میں بتایا گیا ہے کہ شہر کے مختلف علاقوں میں عوام کی جانب سے شکایات موصول ہوئی ہیں جن میں بجلی کی بندش، پانی کی قلت اور سیوریج کے مسائل شامل ہیں۔ متعلقہ حکام نے یقین دہانی کرائی ہے کہ ان مسائل کو جلد از جلد حل کیا جائے گا اور عوام کو ریلیف فراہم کیا جائے گا۔ اجلاس میں مختلف امور پر تفصیلی غور کیا گیا اور اہم فیصلے کیے گئے۔ حکومت نے عوامی فلاح و بہبود کے منصوبوں کے لیے فنڈز جاری کرنے کا اعلان کیا۔ اس سلسلے میں بتایا گیا ہے کہ شہر کے مختلف علاقوں میں عوام کی جانب سے شکایات موصول ہوئی ہیں جن میں بجلی کی بندش، پانی کی قلت اور سیوریج کے مسائل شامل ہیں۔ متعلقہ حکام نے یقین دہانی کرائی ہے کہ ان مسائل کو جلد از جلد حل کیا جائے گا اور عوام کو ریلیف فراہم کیا جائے گا۔ اجلاس میں مختلف امور پر تفصیلی غور کیا گیا اور اہم فیصلے کیے گئے۔ حکومت نے عوامی فلاح و بہبود کے منصوبوں کے لیے فنڈز جاری کرنے کا اعلان کیا۔ [269,614,379,1432]
article-text: اس سلسلے میں بتایا گیا ہے کہ شہر کے مختلف علاقوں میں عوام کی جانب سے شکایات موصول ہوئی ہیں جن میں بجلی کی بندش، پانی کی قلت اور سیوریج کے مسائل شامل ہیں۔ متعلقہ حکام نے یقین دہانی کرائی ہے کہ ان مسائل کو جلد از جلد حل کیا جائے گا اور عوام کو ریلیف فراہم کیا جائے گا۔ اجلاس میں مختلف امور پر تفصیلی غور کیا گیا اور اہم فیصلے کیے گئے۔ حکومت نے عوامی فلاح و بہبود کے منصوبوں کے لیے فنڈز جاری کرنے کا اعلان کیا۔ اس سلسلے میں بتایا گیا ہے کہ شہر کے مختلف علاقوں میں عوام کی جانب سے شکایات موصول ہوئی ہیں جن میں بجلی کی بندش، پانی کی قلت اور سیوریج کے مسائل شامل ہیں۔ متعلقہ حکام نے یقین دہانی کرائی ہے کہ ان مسائل کو جلد از جلد حل کیا جائے گا اور عوام کو ریلیف فراہم کیا جائے گا۔ اجلاس میں مختلف امور پر تفصیلی غور کیا گیا اور اہم فیصلے کیے گئے۔ حکومت نے عوامی فلاح و بہبود کے منصوبوں کے لیے فنڈز جاری کرنے کا اعلان کیا۔ اس سلسلے میں بتایا گیا ہے کہ شہر کے مختلف علاقوں میں عوام کی جانب سے شکایات موصول ہوئی ہیں جن میں بجلی کی بندش، پانی کی قلت اور سیوریج کے مسائل شامل ہیں۔ متعلقہ حکام نے یقین دہانی کرائی ہے کہ ان مسائل کو جلد از جلد حل کیا جائے گا اور عوام کو ریلیف فراہم کیا جائے گا۔ اجلاس میں مختلف امور پر تفصیلی غور کیا گیا اور اہم فیصلے کیے گئے۔ حکومت نے عوامی فلاح و بہبود کے منصوبوں کے لیے فنڈز جاری کرنے کا اعلان کیا۔ اس سلسلے میں بتایا گیا ہے کہ شہر کے مختلف علاقوں میں عوام کی جانب سے شکایات موصول ہوئی ہیں جن میں بجلی کی بندش، پانی کی قلت اور سیوریج کے مسائل شامل ہیں۔ متعلقہ حکام نے یقین دہانی کرائی ہے کہ ان مسا [35,198,145,435]
classified-header-35 [385,922,497,942]
classified-number: 4 [859,290,868,304]
classified-header-25 [621,973,733,993]
article-text: اس سلسلے میں بتایا گیا ہے کہ شہر کے مختلف علاقوں میں عوام کی جانب سے شکایات موصول ہوئی ہیں جن میں بجلی کی بندش، پانی کی قلت اور سیوریج کے مسائل شامل ہیں۔ متعلقہ حکام نے یقین دہانی کرائی ہے کہ ان مسائل کو جلد از جلد حل کیا جائے گا اور عوام کو ریلیف فراہم کیا جائے گا۔ اجلاس میں مختلف امور پر تفصیلی غور کیا گیا اور اہم فیصلے کیے گئے۔ حکومت نے عوامی فلاح و بہبود کے منصوبوں کے لیے فنڈز جاری کرنے کا اعلان کیا۔ اس سلسلے میں بتایا گیا ہے کہ شہر کے مختلف علاقوں میں عوام کی جانب سے شکایات موصول ہوئی ہیں جن میں بجلی کی بندش، پانی کی قلت اور سیوریج کے مسائل شامل ہیں۔ متعلقہ حکام نے یقین دہانی کرائی ہے کہ ان مسائل کو جلد از جلد حل کیا جائے گا اور عوام کو ریلیف فراہم کیا جائے گا۔ اجلاس میں مختلف امور پر تفصیلی غور کیا گیا اور اہم فیصلے کیے گئے۔ حکومت نے عوامی فلاح و بہبود کے منصوبوں کے لیے فنڈز جاری کرنے کا اعلان کیا۔ اس سلسلے میں بتایا گیا ہے کہ شہر کے مختلف علاقوں میں عوام کی جانب سے شکایات موصول ہوئی ہیں جن میں بجلی کی بندش، پانی کی قلت اور سیوریج کے مسائل شامل ہیں۔ متعلقہ حکام نے یقین دہانی کرائی ہے کہ ان مسائل کو جلد از جلد حل کیا جائے گا اور عوام کو ریلیف فراہم کیا جائے گا۔ اجلاس م [386,737,496,918]
classified-header-4 [856,288,968,308]
section-label: جنیٹمنر [574,837,611,848]
section-label: جنیٹمنر [691,977,728,988]
article-text: اس سلسلے میں بتایا گیا ہے کہ شہر کے مختلف علاقوں میں عوام کی جانب سے شکایات موصول ہوئی ہیں جن میں بجلی کی بندش، پانی کی قلت اور سیوریج کے مسائل شامل ہیں۔ متعلقہ حکام نے یقین دہانی کرائی ہے کہ ان مسائل کو جلد از جلد حل کیا جائے گا اور عوام کو ریلیف فراہم کیا جائے گا۔ اجلاس میں مختلف امور پر تفصیلی غور کیا گیا اور اہم فیصلے کیے گئے۔ حکومت نے عوامی فلاح و بہبود کے منصوبوں کے لیے فنڈز جاری کرنے کا اعلان کیا۔ اس سلسلے میں بتایا گیا ہے کہ شہر کے مختلف علاقوں میں عوام کی جانب سے شکایات موصول ہوئی ہیں جن میں بجلی کی بندش، پانی کی قلت اور سیو [739,212,849,302]
article-text: اس سلسلے میں بتایا گیا ہے کہ شہر کے مختلف علاقوں میں عوام کی جانب سے شکایات موصول ہوئی ہیں جن میں بجلی کی بندش، پانی کی قلت اور سیوریج کے مسائل شامل ہیں۔ متعلقہ حکام نے یقین دہانی کرائی ہے کہ ان مسائل کو جلد از جلد حل کیا جائے گا اور عوام کو ریلیف فراہم کیا جائے گا۔ اجلاس میں مختلف امور پر تفصیلی غور کیا گیا اور اہم فیصلے کیے گئے۔ حکومت نے عوامی فلاح و بہبود کے منصوبوں کے لیے فنڈز جاری کرنے کا اعلان کیا۔ اس سلسلے میں بتایا گیا ہے کہ شہر کے مختلف علاقوں میں عوام کی جانب سے شکایات موصول ہوئی ہیں جن میں بجلی کی بندش، پانی کی قلت اور سیوریج کے مسائل شامل ہیں۔ متعلقہ حکام نے یقی [35,1344,145,1441]
section-label: جنیٹمنر [926,1316,963,1327]
classified-number: 9 [859,914,868,928]
section-label: جنیٹمنر [104,488,141,499]
classified-number: 25 [624,975,641,989]
article-text: اس سلسلے میں بتایا گیا ہے کہ شہر کے مختلف علاقوں میں عوام کی جانب سے شکایات موصول ہوئی ہیں جن میں بجلی کی بندش، پانی کی قلت اور سیوریج کے مسائل شامل ہیں۔ متعلقہ [857,257,967,284]
classified-header-12 [856,1152,968,1172]
section-label: جنیٹمنر [338,597,375,608]
classified-number: 10 [859,1078,876,1092]
section-label: جنیٹمنر [926,602,963,613]
classified-number: 36 [271,235,288,249]
section-label: جنیٹمنر [926,480,963,491]
section-label: جنیٹمنر [574,499,611,510]
article-text: اس سلسلے میں بتایا گیا ہے کہ شہر کے مختلف علاقوں میں عوام کی جانب سے شکایات موصول ہوئی ہیں جن میں بجلی کی بندش، پانی کی قلت اور سیوریج کے مسائل شامل ہیں۔ متعلقہ حکام نے یقین دہانی کرائی ہے کہ ان مسائل کو جلد از جلد حل کیا جائے گا اور عوام کو ریلیف ف [739,986,849,1027]
classified-header-42 [34,439,146,459]
article-text: اس سلسلے میں بتایا گیا ہے کہ شہر کے مختلف علاقوں میں عوام کی جانب سے شکایات موصول ہوئی ہیں جن میں بجلی کی بندش، پانی کی قلت اور سیوریج کے مسائل شامل ہیں۔ متعلقہ حکام نے یقین دہانی کرائی ہے کہ ان مسائل کو جلد از جلد حل کیا جائے گا اور عوام کو ریلیف فراہم کیا جائے گا۔ اجلاس میں مختلف امور پر تفصیلی غور کیا گیا اور اہم فیصلے کیے گئے۔ حکومت نے عوامی فلاح و بہبود کے منصوبوں کے لیے فنڈز جاری کرنے کا اعلان کیا۔ اس سلسلے میں بتایا گیا ہے کہ شہر کے مختلف علاقوں میں عوام کی جانب سے شکایات موصول ہوئی ہیں جن میں بجلی کی بندش، پانی کی قلت اور سیوریج کے مسائل شامل ہیں۔ متعلقہ حکام نے یقین دہانی کرائی ہے کہ ان مسائل کو جلد از جلد حل کیا جائے گا اور عوام کو ریلیف فراہم کیا جائے گا۔ اجلاس میں مختلف امور پر تفصیلی غور کیا گیا اور اہم فیصلے کیے گئے۔ حکومت نے عوامی فلاح و بہبود کے منصوبوں کے لیے فنڈز جاری کرنے کا اعلان کیا۔ [622,694,732,833]
article-text: اس سلسلے میں بتایا گیا ہے کہ شہر کے مختلف علاقوں میں عوام کی جانب سے شکایات موصول ہوئی ہیں جن میں بجلی کی بندش، پانی کی [35,505,145,525]
classified-header-48 [34,933,146,953]
article-text: اس سلسلے میں بتایا گیا ہے کہ شہر کے مختلف علاقوں میں عوام کی جانب سے شکایات موصول ہوئی ہیں جن میں بجلی کی بندش، پانی کی قلت اور سیوریج کے مسائل شامل ہیں۔ متعلقہ [505,802,615,829]
section-label: جنیٹمنر [455,926,492,937]
classified-number: 50 [37,1123,54,1137]
classified-header-24 [621,837,733,857]
classified-header-14 [856,1312,968,1332]
article-text: اس سلسلے میں بتایا گیا ہے کہ شہر کے مختلف علاقوں میں عوام کی جانب سے شکایات موصول ہوئی ہیں جن میں بجلی کی بندش، پانی کی قلت اور سیوریج کے مسائل شامل ہیں۔ متعلقہ حکام نے یقین دہانی کرائی ہے کہ ان مسائل کو جلد از جلد حل کیا جائے گا اور عوام کو ریلیف فراہم کیا جائے گا۔ اجلاس میں مختلف امور پر تفصیلی غور کیا گیا اور اہم فیصلے کیے گئے۔ حکومت نے عوامی فلاح و بہبود کے منصوبوں کے لیے فنڈز جاری کرنے کا اعلان کیا۔ اس سلسلے میں بتایا گیا ہے کہ شہر کے مختلف علاقوں میں عوام کی جانب سے شکایات موصول ہوئی ہیں جن میں بجلی کی بندش، پانی کی قلت اور سیوریج کے مسائل شامل ہیں۔ متعلقہ حکام نے یقین دہانی کرائی ہے کہ ان مسائل کو جلد از جلد حل کیا جائے گا اور عوام کو ریلیف فراہم کیا جائے گا۔ اجلاس میں مختلف امور پر تفصیلی غور کیا گیا اور اہم فیصلے کیے گئے۔ حکومت نے عوامی فلاح و بہبود کے منصوبوں کے لیے فنڈز جاری کرنے کا اعلان کیا۔ اس سلسلے میں بتایا گیا ہے کہ شہر کے مختلف علاقوں میں عوام کی جانب سے شکایات موصول ہوئی ہیں جن میں بجلی کی بندش، پانی کی قلت اور سیوریج کے مسائل شامل ہیں۔ متعلقہ حکام نے یقین دہانی کرائی ہے کہ ان مسائل کو جلد از جلد حل کیا جائے گا اور عوام کو ریلیف فراہم کیا جائے گا۔ اجلاس میں مختلف امور پر تفصیلی غور کیا گیا اور اہم فیصلے کیے گئے۔ حکومت نے عوامی فلاح و بہبود کے منصوبوں کے لیے فنڈز جاری کرنے کا اعلان کیا۔ اس سلسلے میں بتایا گیا ہے کہ شہر کے مختلف علاقوں میں عوام کی جانب سے شکایات موصول ہوئی ہیں جن میں بجلی کی بندش، پانی کی قلت اور سیوریج کے مسائل شامل ہیں۔ متعلقہ حکام نے یقین دہانی کرائی ہے کہ ان مسائل کو جلد از جلد حل کیا جائے گا اور عوام کو ریلیف فراہم کیا جائے گا۔ اجلاس میں مختلف امور پر تفصیلی غور کیا گیا اور اہم فیصلے کیے گئے۔ حکومت نے عوامی فلاح و بہبود کے منصوبوں کے لیے فنڈز جاری کرنے کا اعلان کیا۔ اس سلسلے میں بتایا گیا ہے کہ شہر کے مختلف علاقوں میں عوام کی جانب سے شکایات موصول ہوئی ہیں جن میں بجلی کی بندش، پانی کی قلت اور سیوریج کے مسائل شامل ہیں۔ متعلقہ حکام نے یقین دہانی کرائی ہے کہ ان مسائل کو جلد از جلد حل کیا جائے گا اور عوام کو ریلیف فراہم کیا جائے گا۔ اجلاس میں مختلف امور پر تفصیلی غور کیا گیا اور اہم فیصلے کیے گئے۔ حکومت نے عوامی فلاح و بہبود کے منصوبوں کے لیے فنڈز جاری کرنے کا اعلان کیا۔ اس سلسلے میں بتایا گیا ہے کہ شہر کے مختلف علاقوں میں عوام کی جانب سے شکایات موصول ہوئی ہیں جن میں بجلی کی بندش، پانی کی قلت اور سیوریج کے مسائل شامل ہیں۔ متعلقہ حکام نے یقین دہانی کرائی ہے کہ ان مسائل کو جلد از جلد ح [505,854,615,1231]
column-divider [735,60,736,1638]
column-1 [856,60,968,1638]
classified-header-30 [504,833,616,853]
classified-number: 40 [154,1224,171,1238]
section-label: جنیٹمنر [574,1239,611,1250]
classified-number: 38 [154,896,171,910]
section-label: جنیٹمنر [574,579,611,590]
classified-number: 34 [388,718,405,732]
classified-number: 11 [859,1116,876,1130]
section-label: جنیٹمنر [808,428,845,439]
article-text: اس سلسلے میں بتایا گیا ہے کہ شہر کے مختلف علاقوں میں عوام کی جانب سے شکایات موصول ہوئی ہیں جن میں بجلی کی بندش، پانی کی قلت اور سیوریج کے مسائل شامل ہیں۔ متعلقہ حکام نے یقین دہانی کرائی ہے کہ ان مسائل کو جلد از جلد حل کیا جائے گا اور عوام کو ریلیف فراہم کیا جائے گا۔ اجلاس میں مختلف امور پر تفصیلی غور کیا گیا اور اہم فیصلے کیے گئے۔ حکومت نے عوامی فلاح و بہبود کے منصوبوں کے لیے فنڈز جاری کرنے کا اعلان کیا۔ اس سلسلے میں بتایا گیا ہے کہ شہر کے مختلف علاقوں میں عوام کی جانب سے شکایات موصول ہوئی ہیں [857,1225,967,1308]
section-label: جنیٹمنر [104,1125,141,1136]
classified-number: 51 [37,1175,54,1189]
article-text: اس سلسلے میں بتایا گیا ہے کہ شہر کے مختلف علاقوں میں عوام کی جانب سے شکایات موصول ہوئی ہیں جن میں بجلی کی بندش، پانی کی قلت اور سیوریج کے مسائل شامل ہیں۔ متعلقہ حکام نے یقین دہانی کرائی ہے کہ ان مسائل کو جلد از جلد حل کیا جائے گا اور عوام کو ریلیف فراہم کیا جائے گا۔ اجلاس میں مختلف امور پر تفصیلی غور کیا گیا اور اہم فیصلے کیے گئے۔ حکومت نے عوامی فلاح و بہبود کے منصوبوں کے لیے فنڈز جاری کرنے کا اعلان کیا۔ اس سلسلے میں بتایا گیا ہے کہ شہر کے مختلف علاقوں میں عوام کی جانب سے شکایات موصول ہوئی ہیں جن میں بجلی کی بندش، پانی کی قلت اور سیوریج کے مسائل شامل ہیں۔ متعلقہ حکام نے یقین دہانی کرائی ہے کہ ان مسائل کو جلد از جلد حل کیا جائے گا اور عوام کو ریلیف فراہم کیا جائے گا۔ اجلاس میں مختلف امور پر تفصیلی غور کیا گیا اور اہم فیصلے کیے گئے۔ حکومت نے عوامی فلاح و بہبود کے منصوبوں کے لیے فنڈز جاری کرنے کا اعلان کیا۔ [739,445,849,584]
article-text: اس سلسلے میں بتایا گیا ہے کہ شہر کے مختلف علاقوں میں عوام کی جانب سے شکایات موصول ہوئی ہیں جن میں بجلی کی بندش، پانی کی قلت اور سیوریج کے مسائل شامل ہیں۔ متعلقہ حکام نے یقین دہانی کرائی ہے کہ ان مسائل کو جلد از جلد حل کیا جائے گا اور عوام کو ریلیف فراہم کیا جائے گا۔ اجلاس میں مختلف امور پر تفصیلی غور کیا گیا اور اہم فیصلے کیے گئے۔ حکومت نے عوامی فلاح و بہبود کے منصوبوں کے لیے فنڈز جاری کرنے کا اعلان کیا۔ اس سلسلے میں بتایا گیا ہے کہ شہر کے مختلف علاقوں میں عوام کی جانب سے شکایات موصول ہوئی ہیں جن میں بجلی کی بندش، پانی کی قلت اور سیوریج کے مسائل شامل ہیں۔ متعلقہ حکام نے یقین دہانی کرائی ہے کہ ان مسائل کو جلد از جلد حل کیا جائے گا اور عوام کو ریلیف فراہم کیا جائے گا۔ اجلاس میں مختلف امور پر تفصیلی غور کیا گیا اور اہم فیصلے کیے گئے۔ حکومت نے عوامی فلاح و بہبود کے منصوبوں کے لیے فنڈز جاری کرنے کا اعلان کیا۔ [739,609,849,748]
classified-header-6 [856,476,968,496]
column-5 [385,60,497,1638]
section-label: جنیٹمنر [104,777,141,788]
article-text: اس سلسلے میں بتایا گیا ہے کہ شہر کے مختلف علاقوں میں عوام کی جانب سے شکایات موصول ہوئی ہیں جن میں بجلی کی بندش، پانی کی قلت اور سیوریج کے مسائل شامل ہیں۔ متعلقہ حکام نے یقین دہانی کرائی ہے کہ ان مسائل کو جلد از جلد حل کیا جائے گا اور عوام کو ریلیف فراہم کیا جائے گا۔ اجلاس میں مختلف امور پر تفصیلی غور کیا گیا اور اہم فیصلے کیے گئے۔ حکومت نے عوامی فلاح و بہبود کے منصوبوں کے لیے فنڈز جاری کرنے کا اعلان کیا۔ اس سلسلے میں بتایا گیا ہے کہ شہر کے مختلف علاقوں میں عوام کی جانب سے شکایات موصول ہوئی ہیں جن میں بجلی کی بندش، پانی کی قلت اور سیوریج کے مسائل شامل ہیں۔ متعلقہ حکام نے یقی [857,309,967,406]
classified-number: 20 [741,754,758,768]
classified-header-45 [34,679,146,699]
section-label: جنیٹمنر [808,756,845,767]
section-label: جنیٹمنر [926,146,963,157]
classified-number: 7 [859,600,868,614]
page-date: 17 ستمبر2022ء [895,44,967,55]
classified-header-7 [856,598,968,618]
classified-number: 19 [741,590,758,604]
article-text: اس سلسلے میں بتایا گیا ہے کہ شہر کے مختلف علاقوں میں عوام کی جانب سے شکایات موصول ہوئی ہیں جن میں بجلی کی بندش، پانی کی قلت اور سیوریج کے مسائل شامل ہیں۔ متعلقہ حکام نے یقین دہانی کرائی ہے کہ ان مسائل کو جلد از جلد حل کیا جائے گا اور عوام کو ریلیف فراہم کیا جائے گا۔ اجلاس میں مختلف امور پر تفصیلی غور کیا گیا اور اہم فیصلے کیے گئے۔ حکومت نے عوامی فلاح و بہبود کے منصوبوں کے لیے فنڈز جاری کرنے کا اعلان کیا۔ اس سلسلے میں بتایا گیا ہے کہ شہر کے مختلف علاقوں میں عوام کی جانب سے شکایات موصول ہوئی ہیں جن میں بجلی کی بندش، پانی کی قلت اور سیوریج کے مسائل شامل ہیں۔ متعلقہ حکام نے یقین دہانی کرائی ہے کہ ان مسائل کو جلد از جلد حل کیا جائے گا اور عوام کو ریلیف فراہم کیا جائے گا۔ اجلاس میں مختلف امور پر تفصیلی غور کیا گیا اور اہم فیصلے کیے گئے۔ حکومت نے عوامی فلاح و بہبود کے منصوبوں کے لیے فنڈز جاری کرنے کا اعلان کیا۔ اس سلسلے میں بتایا گیا ہے کہ شہر کے مختلف علاقوں میں عوام کی جانب سے شکایات موصول ہوئی ہیں جن میں بجلی [857,619,967,772]
classified-header-13 [856,1204,968,1224]
classified-number: 18 [741,426,758,440]
section-label: جنیٹمنر [926,1208,963,1219]
article-text: اس سلسلے میں بتایا گیا ہے کہ شہر کے مختلف علاقوں میں عوام کی جانب سے شکایات موصول ہوئی ہیں جن میں بجلی کی بندش، پانی کی قلت اور سیوریج کے مسائل شامل ہیں۔ متعلقہ حکام نے یقین دہانی کرائی ہے کہ ان مسائل کو جلد از جلد حل کیا جائے گا اور عوام کو ریلیف فراہم کیا جائے گا۔ اجلاس میں مختلف امور پر تفصیلی غور کیا گیا اور اہم فیصلے کیے گئے۔ حکومت نے عوامی فلاح و بہبود کے منصوبوں کے لیے فنڈز جاری کرنے کا اعلان کیا۔ اس سلسلے میں بتایا گیا ہے کہ شہر کے مختلف علاقوں میں عوام کی جانب سے شکایات موصول ہوئی ہیں جن میں بجلی کی بندش، پانی کی قلت اور سیوریج کے مسائل شامل ہیں۔ متعلقہ حکام نے یقین دہانی کرائی ہے کہ ان مسائل کو جلد از جلد حل کیا جائے گا اور عوام کو ریلیف فراہم کیا جائے گا۔ اجلاس میں مختلف امور پر تفصیلی غور کیا گیا اور اہم فیصلے کیے گئے۔ حکومت نے عوامی فلاح و بہبود کے منصوبوں کے لیے فنڈز جاری کرنے کا اعلان کیا۔ اس سلسلے میں بتایا گیا ہے کہ شہر کے مختلف علاقوں میں عوام کی جانب سے شکایات موصول ہوئی ہیں جن میں بجلی کی بندش، پانی کی قلت اور سیوریج کے مسائل شامل ہیں۔ متعلقہ حکام نے یقین دہانی کرائی ہے کہ ان مسائل کو جلد از جلد حل کیا جائے گا اور عوام کو ریلیف فراہم کیا جائے گا۔ اجلاس میں مختلف امور پر تفصیلی غور کیا گیا اور اہم فیصلے کیے گئے۔ حکومت نے عوامی فلاح و بہبود کے منصوبوں کے لیے فنڈز جاری کرنے کا اعلان کیا۔ اس سلسلے میں بتایا گیا ہے کہ شہر کے مختلف علاقوں میں عوام کی جانب سے شکایات موصول ہوئی ہیں جن میں بجلی کی بندش، پانی کی قلت اور سیوریج کے مسائل شامل ہیں۔ متعلقہ حکام نے یقین دہانی کرائی ہے کہ ان مسائل کو جلد از جلد حل کیا جائے گا اور عوام کو ریلیف فراہم کیا جائے گا۔ اجلاس میں مختلف امو [739,1188,849,1439]
classified-number: 1 [859,64,868,78]
article-text: اس سلسلے میں بتایا گیا ہے کہ شہر کے مختلف علاقوں میں عوام کی جانب سے شکایات موصول ہوئی ہیں جن میں بجلی کی بندش، پانی کی قلت اور سیوریج کے مسائل شامل ہیں۔ متعلقہ حکام نے یقین دہانی کرائی ہے کہ ان مسائل کو جلد از جلد حل کیا جائے گا اور عوام کو ریلیف فراہم کیا جائے گا۔ اجلاس میں مختلف امور پر تفصیلی غور کیا گیا اور اہم فیصلے کیے گئے۔ حکومت نے عوامی فلاح و بہبود کے منصوبوں کے لیے فنڈز جاری کرنے کا اعلان کیا۔ اس سلسلے میں بتایا گیا ہے کہ شہر کے مختلف علاقوں میں عوام کی جانب سے شکایات موصول ہوئی ہیں جن میں بجلی کی بندش، پانی کی قلت اور سیوریج کے مسائل شامل ہیں۔ متعلقہ حکام نے یقین دہانی کرائی ہے کہ ان مسائل کو جلد از جلد حل کیا جائے گا اور عوام کو ریلیف فراہم کیا جائے گا۔ اجلاس میں مختلف امور پر تفصیلی غور کیا گیا اور اہم فیصلے کیے گئے۔ حکومت نے عوا [739,62,849,187]
section-label: جنیٹمنر [338,237,375,248]
column-divider [618,60,619,1638]
classified-header-22 [621,481,733,501]
article-text: اس سلسلے میں بتایا گیا ہے کہ شہر کے مختلف علاقوں میں عوام کی جانب سے شکایات موصول ہوئی ہیں جن میں بجلی کی بندش، پانی کی قلت اور سیوریج کے مسائل شامل ہیں۔ متعلقہ حکام نے یقین دہانی کرائی ہے کہ ان مسائل کو جلد از جلد حل کیا جائے گا اور عوام کو ریلیف ف [35,794,145,835]
article-text: اس سلسلے میں بتایا گیا ہے کہ شہر کے مختلف علاقوں میں عوام کی جانب سے شکایات موصو [35,1104,145,1117]
classified-header-28 [504,575,616,595]
classified-number: 35 [388,924,405,938]
article-text: اس سلسلے میں بتایا گیا ہے کہ شہر کے مختلف علاقوں میں عوام کی جانب سے شکایات موصول ہوئی ہیں جن میں بجلی کی بندش، پانی کی قلت اور سیوریج کے مسائل شامل ہیں۔ متعلقہ حکام نے یقین دہانی کرائی ہے کہ ان مسائل کو جلد از جلد حل کیا جائے گا اور عوام کو ریلیف فراہم کیا جائے گا۔ اجلاس میں مختلف امور پر تفصیلی غور کیا گیا اور اہم فیصلے کیے گئے۔ حکومت نے عوامی فلاح و بہبود کے منصوبوں کے لیے فنڈز جاری کرنے کا اعلان کیا۔ اس سلسلے میں بتایا گیا ہے کہ شہر کے مختلف علاقوں میں عوام کی جانب سے شکایات موصول ہوئی ہیں جن میں بجلی کی بندش، پانی کی قلت اور سیوریج کے مسائل شامل ہیں۔ متعلقہ حکام نے یقی [857,497,967,594]
classified-header-5 [856,410,968,430]
classified-number: 16 [741,308,758,322]
classified-number: 12 [859,1154,876,1168]
article-text: اس سلسلے میں بتایا گیا ہے کہ شہر کے مختلف علاقوں میں عوام کی جانب سے شکایات موصول ہوئی ہیں جن میں بجلی کی بندش، پانی کی قلت اور سیوریج کے مسائل شامل ہیں۔ متعلقہ حکام نے یقین دہانی کرائی ہے کہ ان مسائل کو جلد از جلد حل کیا جائے گا اور عوام کو ریلیف ف [739,379,849,420]
classified-number: 42 [37,441,54,455]
article-text: اس سلسلے میں بتایا گیا ہے کہ شہر کے مختلف علاقوں میں عوام کی جانب سے شکایات موصول ہوئی ہیں جن میں بجلی کی بندش، پانی کی قلت اور سیوریج کے مسائل شامل ہیں۔ متعلقہ حکام نے یقین دہانی کرائی ہے کہ ان مسائل کو جلد از جلد حل کیا جائے گا اور عوام کو ریلیف فراہم کیا جائے گا۔ اجلاس میں مختلف امور پر تفصیلی غور کیا گیا اور اہم فیصلے کیے گئے۔ حکومت نے عوامی فلاح و بہبود کے منصوبوں کے لیے فنڈز جاری کرنے کا اعلان کیا۔ اس سلسلے میں بتایا گیا ہے کہ شہر کے مختلف علاقوں میں عوام کی جانب سے شکایات موصول ہوئی ہیں جن میں بجلی کی بندش، پانی کی قلت اور سیوریج کے مسائل شامل ہیں۔ متعلقہ حکام نے یقین دہانی کرائی ہے کہ ان مسائل کو جلد از جلد حل کیا جائے گا اور عوام کو ریلیف فراہم کیا جائے گا۔ اجلاس میں مختلف امور پر تفصیلی غور کیا گیا اور اہم فیصلے کیے گئے۔ حکومت نے عوامی فلاح و بہبود کے منصوبوں کے لیے فنڈز جاری کرنے کا اعلان کیا۔ اس سلسلے میں بتایا گیا ہے کہ شہر کے مختلف علاقوں میں عوام کی جانب سے شکایات موصول ہوئی ہیں جن میں بجلی کی بندش، پانی کی قلت اور سیوریج کے مسائل شامل ہیں۔ متعلقہ حکام نے یقین دہانی کرائی [622,502,732,669]
section-label: جنیٹمنر [574,167,611,178]
classified-number: 6 [859,478,868,492]
classified-number: 39 [154,934,171,948]
classified-header-9 [856,912,968,932]
section-label: جنیٹمنر [926,414,963,425]
classified-number: 24 [741,1033,758,1047]
article-text: اس سلسلے میں بتایا گیا ہے کہ شہر کے مختلف علاقوں میں عوام کی جانب سے شکایات موصول ہوئی ہیں جن میں بجلی کی بندش، پانی کی قلت اور سیوریج کے مسائل شامل ہیں۔ متعلقہ حکام نے یقین دہانی کرائی ہے کہ ان مسائل کو جلد از جلد حل کیا جائے گا اور عوام کو ریلیف فراہم کیا جائے گا۔ اجلاس میں مختلف امور پر تفصیلی غور کیا گیا اور اہم فیصلے کیے گئے۔ حکومت نے عوامی فلاح و بہبود کے منصوبوں کے لیے فنڈز جاری کرنے کا اعلان کیا۔ اس سلسلے میں بتایا گیا ہے کہ شہر کے مختلف علاقوں میں عوام کی جانب سے شکایات موصول ہوئی ہیں جن میں بجلی کی بندش، پانی کی قلت اور سیوریج کے مسائل شامل ہیں۔ متعلقہ حکام نے یقین دہانی کرائی ہے کہ ان مسائل کو جلد از جلد حل کیا جائے گا اور عوام کو ریلیف فراہم کیا جائے گا۔ اجلاس میں مختلف امور پر تفصیلی غور کیا گیا اور اہم فیصلے کیے گئے۔ حکومت نے عوامی فلاح و بہبود کے منصوبوں کے لیے فنڈز جاری کرنے کا اعلان کیا۔ اس سلسلے میں بتایا گیا ہے کہ شہر کے مختلف علاقوں میں عوام کی جانب سے شکایات موصول ہوئی ہیں جن میں بجلی کی بندش، پانی کی قلت اور سیوریج کے مسائل شامل ہیں۔ متعلقہ حکام نے یقین دہانی کرائی ہے کہ ان مسائل کو جلد از جلد حل کیا جائے گا اور عوام کو ریلیف فراہم کیا جائے گا۔ اجلاس میں مختلف امور پر تفصیلی غور کیا گیا اور اہم فیصلے کیے گئے۔ حکومت نے عوامی فلاح و بہبود کے منصوبوں کے لیے فنڈز جاری کرنے کا اعلان کیا۔ اس سلسلے میں بتایا گیا ہے کہ شہر کے مختلف علاقوں میں عوام کی جانب سے شکایات موصول ہوئی ہیں جن میں بجلی کی بندش، پانی کی قلت اور سیوریج کے مسائل شامل ہیں۔ متعلقہ حکام نے یقین دہانی کرائی ہے کہ ان مسا [622,240,732,477]
classified-number: 41 [37,179,54,193]
section-label: جنیٹمنر [926,292,963,303]
page-number-badge: 3 [486,30,512,56]
section-label: جنیٹمنر [691,223,728,234]
article-text: اس سلسلے میں بتایا گیا ہے کہ شہر کے مختلف علاقوں میں عوام کی جانب سے شکایات موصول ہوئی ہیں جن میں بجلی کی بندش، پانی کی قلت اور سیوریج کے مسائل شامل ہیں۔ متعلقہ حکام نے یقین دہانی کرائی ہے کہ ان مسائل کو جلد از جلد حل کیا جائے گا اور عوام کو ریلیف فراہم کیا جائے گا۔ اجلاس میں مختلف امور پر تفصیلی غور کیا گیا اور اہم فیصلے کیے گئے۔ حکومت نے عوامی فلاح و بہبود کے منصوبوں کے لیے فنڈز جاری کرنے کا اعلان کیا۔ [857,163,967,232]
article-text: اس سلسلے میں بتایا گیا ہے کہ شہر کے مختلف علاقوں میں عوام کی جانب سے شکایات موصول ہوئی ہیں جن میں بجلی کی بندش، پانی کی قلت اور سیوریج کے مسائل شامل ہیں۔ متعلقہ حکام نے یقین دہانی کرائی ہے کہ ان مسائل کو جلد از جلد حل کیا جائے گا اور عوام کو ریلیف فراہم کیا جائے گا۔ اجلاس میں مختلف امور پر تفصیلی غور کیا گیا اور اہم فیصلے کیے گئے۔ حکومت نے عوامی فلاح و بہبود کے منصوبوں کے لیے فنڈز جاری کرنے کا اعلان کیا۔ اس سلسلے میں بتایا گیا ہے کہ شہر کے مختلف علاقوں میں عوام کی جانب سے شکایات موصول ہوئی ہیں جن میں بجلی کی بندش، پانی کی قلت اور سیوریج کے مسائل شامل ہیں۔ متعلقہ حکام نے یقین دہانی کرائی ہے کہ ان مسائل کو جلد از جلد حل کیا جائے گا اور عوام کو ریلیف فراہم کیا جائے گا۔ اجلاس میں مختلف امور پر تفصیلی غور کیا گیا اور اہم فیصلے کیے گئے۔ حکومت نے عوامی فلاح و بہبود کے منصوبوں کے لیے فنڈز جاری کرنے کا اعلان کیا۔ اس سلسلے میں بتایا گیا ہے کہ شہر کے مختلف علاقوں میں عوام کی جانب سے شکایات موصول ہوئی ہیں جن میں بجلی کی بندش، پانی کی قلت اور سیوریج کے مسائل شامل ہیں۔ متعلقہ حکام نے یقین دہانی کرائی ہے کہ ان مسائل کو جلد از جلد حل کیا جائے گا اور عوام کو ریلیف فراہم کیا جائے گا۔ اجلاس میں مختلف امور پر تفصیلی غور کیا گیا اور اہم فیصلے کیے گئے۔ حکومت نے عوامی فلاح و بہبود کے منصوبوں کے لیے فنڈز جاری کرنے کا اعلان کیا۔ اس سلسلے میں بتایا گیا ہے کہ شہر کے مختلف علاقوں میں عوام کی جانب سے شکایات موصول ہوئی ہیں جن میں بجلی کی بندش، پانی کی قلت اور سیوریج کے مسائل شامل ہیں۔ متعلقہ حکام نے یقین دہانی کرائی ہے کہ ان مسائل کو جلد از جلد حل کیا جائے گا اور عوام کو ریلیف فراہم کیا جائے گا۔ اجلاس میں مختلف امور پر تفصیلی غور کیا گیا اور اہم فیصلے کیے گئے۔ حکومت نے عوامی فلاح و بہبود کے منصوبوں کے لیے فنڈز جاری کرنے کا اعلان کیا۔ اس سلسلے میں بتایا گیا ہے کہ شہر کے مختلف علاقوں میں عوام کی جانب سے شکایات موصول ہوئی ہیں جن میں بجلی کی بندش، پانی کی قلت اور سیوریج کے مسائل شامل ہیں۔ متعلقہ حکام نے یقین دہانی کرائی ہے کہ ان مسائل کو جلد از جلد حل کیا جائے گا اور عوام کو ریلیف فراہم کیا جائے گا۔ اجلاس میں مختلف امور پر تفصیلی غور کیا گیا اور اہم فیصلے کیے گئے۔ حکومت نے عوامی فلاح و بہبود کے منصوبوں کے لیے فنڈز جاری کرنے کا اعلان کیا۔ اس سلسلے میں بتایا گیا ہے کہ شہر کے مختلف علاقوں میں عوام کی جانب سے شکایات موصول ہوئی ہیں جن میں بجلی کی بندش، پانی کی قلت اور سیوریج کے مسائل شامل ہیں۔ متعلقہ حکام نے یقین دہانی کرائی ہے کہ ان مسائل کو جلد از جلد حل کیا جائے گا اور عوام کو ریلیف فراہم کیا جائے گا۔ اجلاس میں مختلف امور پر تفصیلی غور کیا گیا اور اہم فیصلے کیے گئے۔ حکومت نے عوامی فلاح و بہبود کے منصوبوں کے لیے فنڈز جاری کرنے کا اعلان کیا۔ اس سلسلے میں بتایا گیا ہے کہ شہر کے مختلف علاقوں میں عوام کی جانب سے شکایات موصول ہوئی ہیں جن میں بجلی کی بندش، پانی کی قلت اور سیوریج کے مسائل شامل ہیں۔ متعلقہ حکام نے یقین دہانی کرائی ہے کہ ان مسائل کو جلد از جلد حل کیا جائے گا اور عوام کو ریلیف فراہم کیا جائے گا۔ اجلاس میں مختلف امور پر تفصیلی غور کیا گیا اور اہم فیصلے کیے گئے۔ حکومت نے عوامی فلاح و بہبود کے منصوبوں کے لیے فنڈز جاری کرنے کا اعلان کیا۔ اس سلسلے میں بتایا گیا ہے کہ شہر کے مختلف علاقوں میں عوام کی جانب سے شکایات موصول ہوئی ہیں جن میں بجلی کی بندش، پانی کی قلت اور سیوریج کے مسائل شامل ہیں۔ متعلقہ حکام نے یقین دہانی کرائی ہے کہ ان مسائل کو جلد از جلد حل کیا جائے گا اور عوام کو ریلیف فراہم کیا جائے گا۔ اجلاس میں مختلف امور پر تفصیلی غور کیا گیا اور اہم فیصلے کیے گئے۔ حکومت نے عوامی فلاح و بہبود کے منصوبوں کے لیے فنڈز جاری کرنے کا اعلان کیا۔ اس سلسلے میں بتایا گیا ہے کہ شہر کے مختلف علاقوں میں عوام کی جانب سے شکایات موصول ہوئی ہیں جن میں بجلی کی بندش، پانی کی قلت اور سیوریج کے مسائل شامل ہیں۔ متعلقہ حکام نے یقین دہانی کرائی ہے کہ ان مسائل کو جلد از جلد حل کیا جائے گا اور عوام کو ریلیف فراہم کیا جائے گا۔ اجلاس میں مختلف امور پر تفصیلی غور کیا گیا اور اہم فیصلے کیے گئے۔ حکومت نے عوامی فلاح و بہبود کے منصوبوں کے لیے فنڈز جاری کرنے کا اعلان کیا۔ [386,83,496,698]
section-label: جنیٹمنر [926,780,963,791]
classified-header-21 [621,219,733,239]
classified-number: 29 [507,783,524,797]
classified-number: 52 [37,1325,54,1339]
classified-number: 28 [507,577,524,591]
classified-number: 13 [859,1206,876,1220]
classified-header-29 [504,781,616,801]
article-text: اس سلسلے میں بتایا گیا ہے کہ شہر کے مختلف علاقوں میں عوام کی جانب سے شکایات موصول ہوئی ہیں جن میں بجلی کی بندش، پانی کی قلت اور سیوریج کے مسائل شامل ہیں۔ متعلقہ حکام نے یقین دہانی کرائی ہے کہ ان مسائل کو جلد از جلد حل کیا جائے گا اور عوام کو ریلیف فراہم کیا جائے گا۔ اجلاس میں مختلف امور پر تفصیلی غور کیا گیا اور اہم فیصلے کیے گئے۔ حکومت نے عوامی فلاح و بہبود کے منصوبوں کے لیے فنڈز جاری کرنے کا اعلان کیا۔ [35,700,145,769]
column-8 [34,60,146,1638]
article-text: اس سلسلے میں بتایا گیا ہے کہ شہر کے مختلف علاقوں میں عوام کی جانب سے شکایات موصول ہوئی ہیں جن میں بجلی کی بندش، پانی کی قلت اور سیوریج کے مسائل شامل ہیں۔ متعلقہ [739,327,849,354]
article-text: اس سلسلے میں بتایا گیا ہے کہ شہر کے مختلف علاقوں میں عوام کی جانب سے شکایات موصول ہوئی ہیں جن میں بجلی کی بندش، پانی کی قلت اور سیوریج کے مسائل شامل ہیں۔ متعلقہ حکام نے یقین دہانی کرائی ہے کہ ان مسائل کو جلد از جلد حل کیا جائے گا اور عوام کو ریلیف فراہم کیا جائے گا۔ اجلاس میں مختلف امور پر تفصیلی غور کیا گیا اور اہم فیصلے کیے گئے۔ حکومت نے عوامی فلاح و بہبود کے منصوبوں کے لیے فنڈز جاری کرنے کا اعلان کیا۔ اس سلسلے میں بتایا گیا ہے کہ شہر کے مختلف علاقوں میں عوام کی جانب سے شکایات موصول ہوئی ہیں جن میں بجلی کی بندش، پانی کی قلت اور سیوریج کے مسائل شامل ہیں۔ متعلقہ حکام نے یقین دہانی کرائی ہے کہ ان مسائل کو جلد از جلد حل کیا جائے گا اور عوام کو ریلیف فراہم کیا جائے گا۔ اجلاس میں مختلف امور پر تفصیلی غور کیا گیا اور اہم فیصلے کیے گئے۔ حکومت نے عوا [35,954,145,1079]
article-text: اس سلسلے میں بتایا گیا ہے کہ شہر کے مختلف علاقوں میں عوام کی جانب سے شکایات موصو [152,915,262,928]
section-label: جنیٹمنر [221,898,258,909]
